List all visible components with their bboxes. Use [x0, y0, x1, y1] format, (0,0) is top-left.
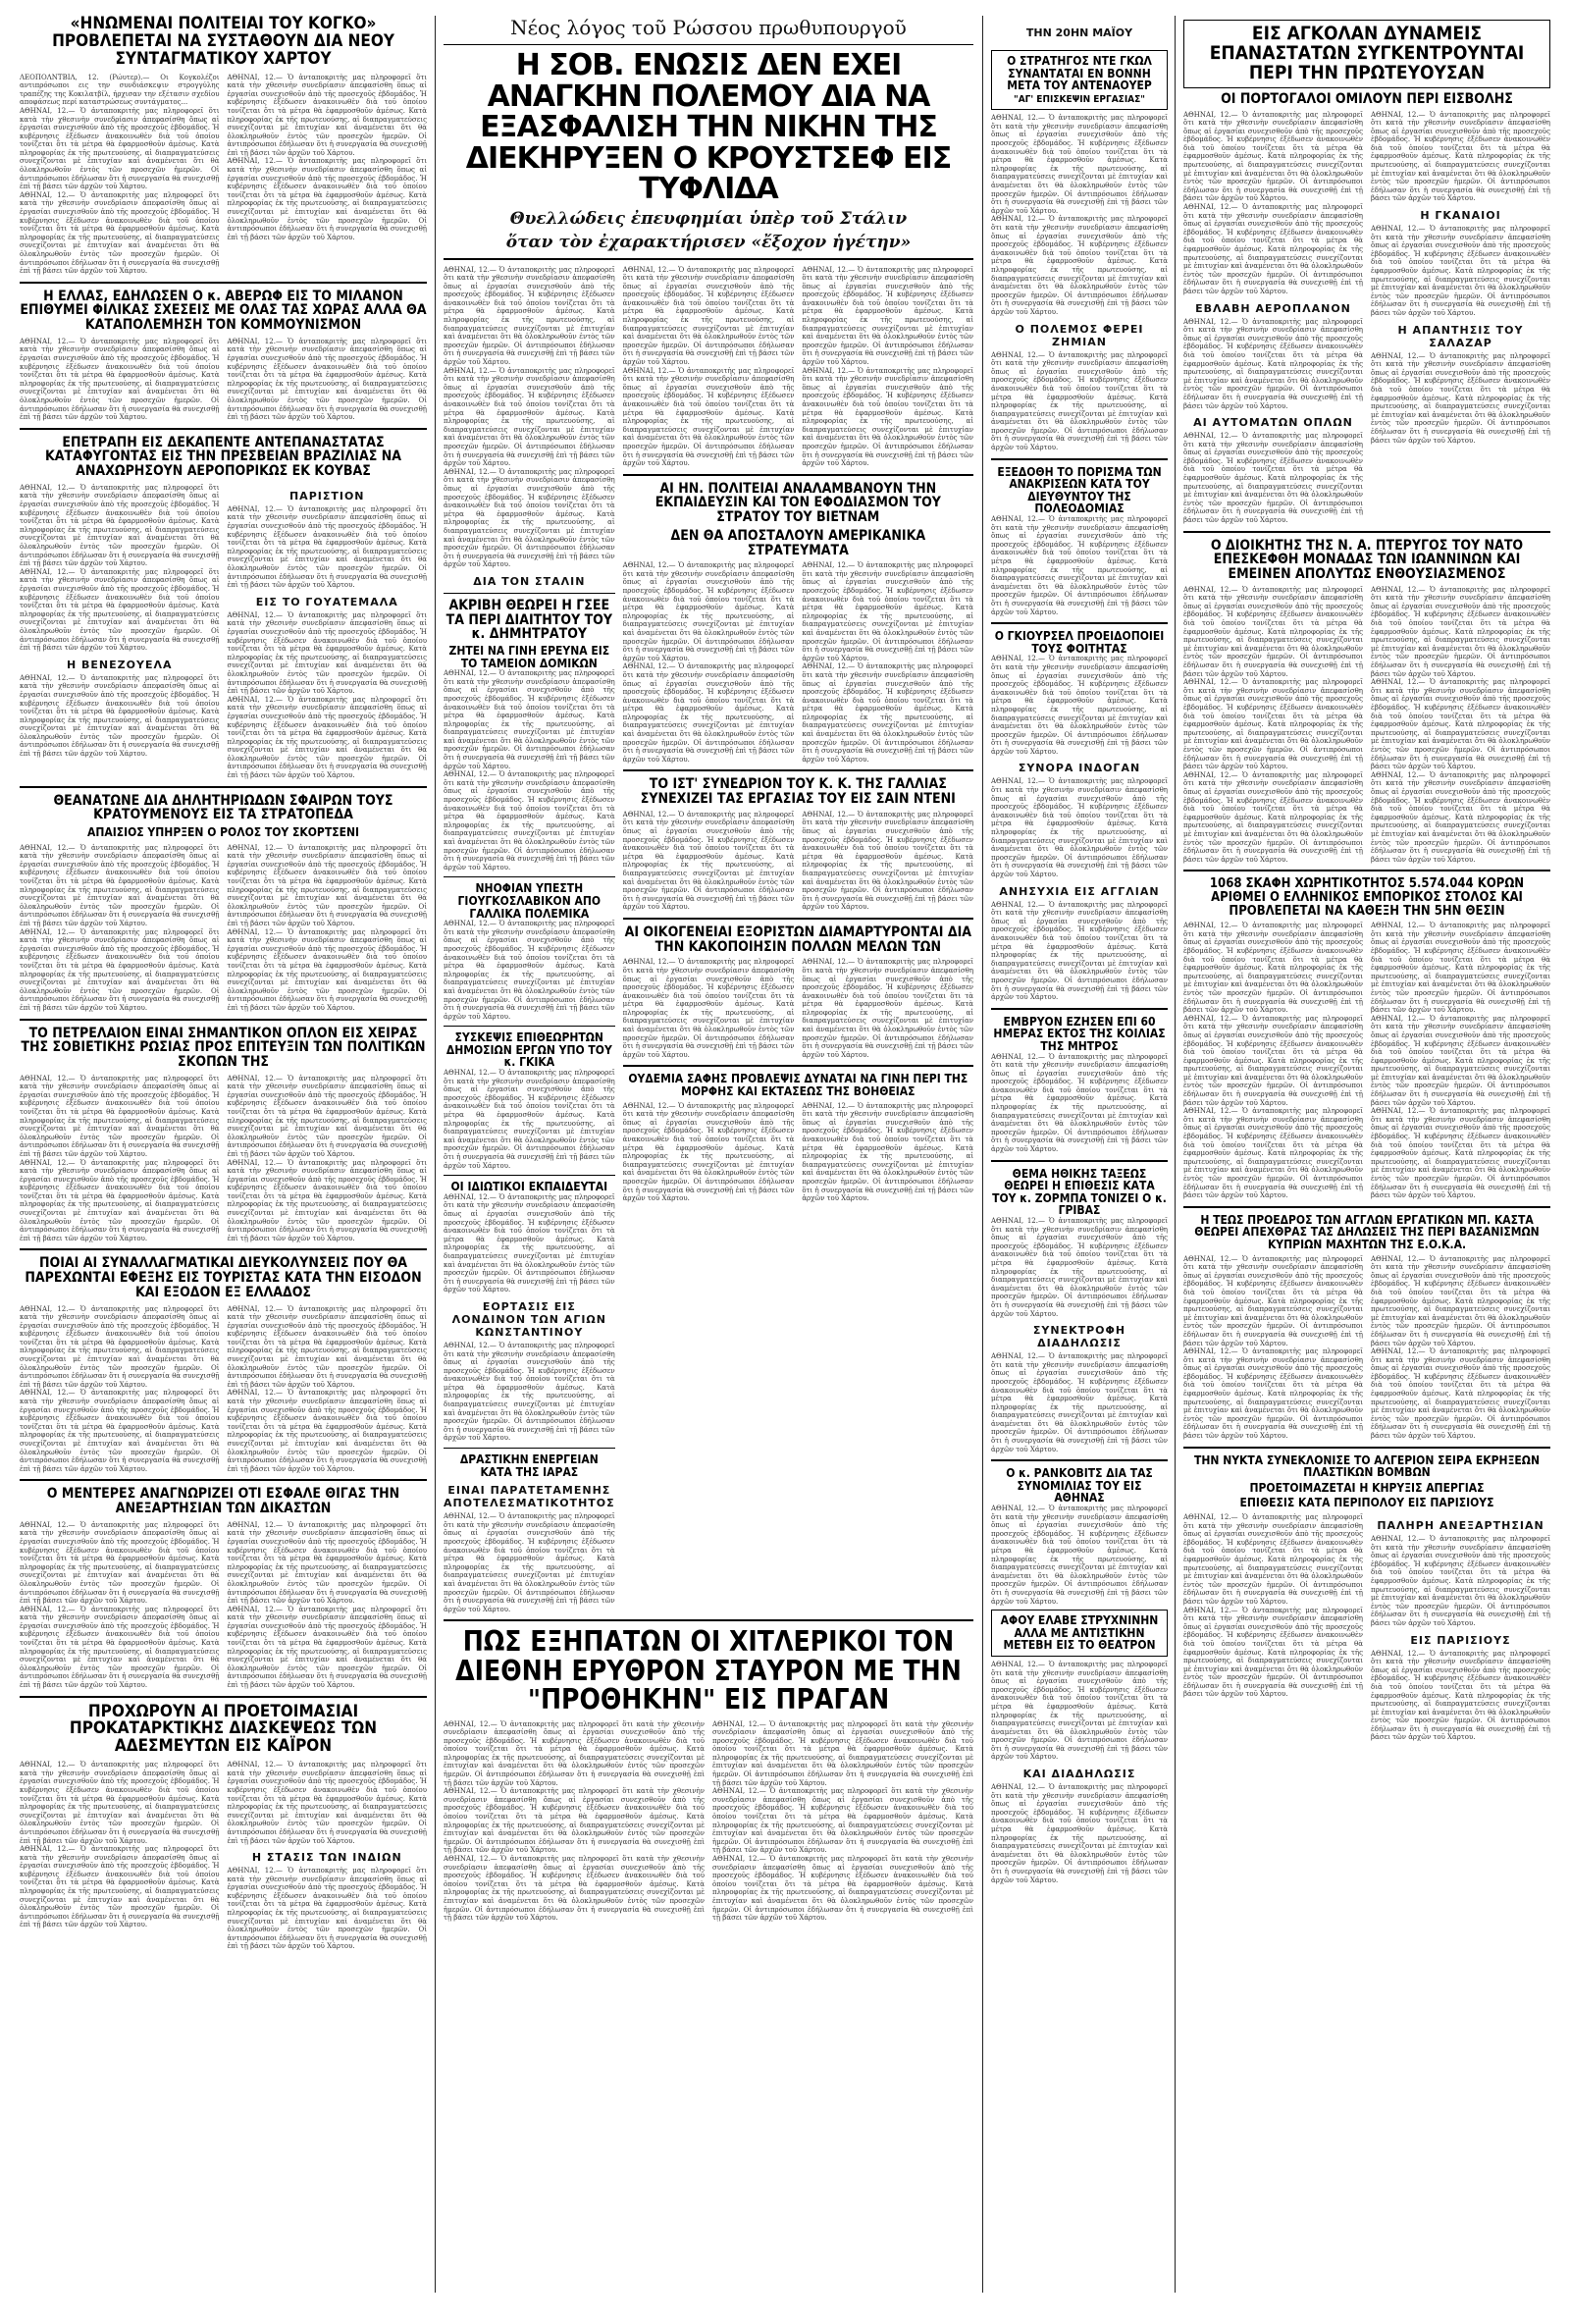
main-headline: Η ΣΟΒ. ΕΝΩΣΙΣ ΔΕΝ ΕΧΕΙ ΑΝΑΓΚΗΝ ΠΟΛΕΜΟΥ ΔΙΑ ΝΑ ΕΞΑΣΦΑΛΙΣΗ ΤΗΝ ΝΙΚΗΝ ΤΗΣ ΔΙΕΚΗΡΥΞΕΝ Ο ΚΡΟΥΣΤΣΕΦ ΕΙΣ ΤΥΦΛΙΔΑ	[465, 48, 952, 206]
article-petrol: ΤΟ ΠΕΤΡΕΛΑΙΟΝ ΕΙΝΑΙ ΣΗΜΑΝΤΙΚΟΝ ΟΠΛΟΝ ΕΙΣ ΧΕΙΡΑΣ ΤΗΣ ΣΟΒΙΕΤΙΚΗΣ ΡΩΣΙΑΣ ΠΡΟΣ ΕΠΙΤΕΥΞΙΝ ΤΩΝ ΠΟΛΙΤΙΚΩΝ ΣΚΟΠΩΝ ΤΗΣ ΑΘΗΝΑΙ, 12.— Ὁ ἀνταποκριτὴς μας πληροφορεῖ ὅτι κατὰ τὴν χθεσινὴν συνεδρίασιν ἀπεφασίσθη ὅπως αἱ ἐργασίαι συνεχισθοῦν ἀπὸ τῆς προσεχοῦς ἑβδομάδος. Ἡ κυβέρνησις ἐξέδωσεν ἀνακοινωθὲν διὰ τοῦ ὁποίου τονίζεται ὅτι τὰ μέτρα θὰ ἐφαρμοσθοῦν ἀμέσως. Κατὰ πληροφορίας ἐκ τῆς πρωτευούσης, αἱ διαπραγματεύσεις συνεχίζονται μὲ ἐπιτυχίαν καὶ ἀναμένεται ὅτι θὰ ὁλοκληρωθοῦν ἐντὸς τῶν προσεχῶν ἡμερῶν. Οἱ ἀντιπρόσωποι ἐδήλωσαν ὅτι ἡ συνεργασία θὰ συνεχισθῇ ἐπὶ τῇ βάσει τῶν ἀρχῶν τοῦ Χάρτου. ΑΘΗΝΑΙ, 12.— Ὁ ἀνταποκριτὴς μας πληροφορεῖ ὅτι κατὰ τὴν χθεσινὴν συνεδρίασιν ἀπεφασίσθη ὅπως αἱ ἐργασίαι συνεχισθοῦν ἀπὸ τῆς προσεχοῦς ἑβδομάδος. Ἡ κυβέρνησις ἐξέδωσεν ἀνακοινωθὲν διὰ τοῦ ὁποίου τονίζεται ὅτι τὰ μέτρα θὰ ἐφαρμοσθοῦν ἀμέσως. Κατὰ πληροφορίας ἐκ τῆς πρωτευούσης, αἱ διαπραγματεύσεις συνεχίζονται μὲ ἐπιτυχίαν καὶ ἀναμένεται ὅτι θὰ ὁλοκληρωθοῦν ἐντὸς τῶν προσεχῶν ἡμερῶν. Οἱ ἀντιπρόσωποι ἐδήλωσαν ὅτι ἡ συνεργασία θὰ συνεχισθῇ ἐπὶ τῇ βάσει τῶν ἀρχῶν τοῦ Χάρτου. ΑΘΗΝΑΙ, 12.— Ὁ ἀνταποκριτὴς μας πληροφορεῖ ὅτι κατὰ τὴν χθεσινὴν συνεδρίασιν ἀπεφασίσθη ὅπως αἱ ἐργασίαι συνεχισθοῦν ἀπὸ τῆς προσεχοῦς ἑβδομάδος. Ἡ κυβέρνησις ἐξέδωσεν ἀνακοινωθὲν διὰ τοῦ ὁποίου τονίζεται ὅτι τὰ μέτρα θὰ ἐφαρμοσθοῦν ἀμέσως. Κατὰ πληροφορίας ἐκ τῆς πρωτευούσης, αἱ διαπραγματεύσεις συνεχίζονται μὲ ἐπιτυχίαν καὶ ἀναμένεται ὅτι θὰ ὁλοκληρωθοῦν ἐντὸς τῶν προσεχῶν ἡμερῶν. Οἱ ἀντιπρόσωποι ἐδήλωσαν ὅτι ἡ συνεργασία θὰ συνεχισθῇ ἐπὶ τῇ βάσει τῶν ἀρχῶν τοῦ Χάρτου. ΑΘΗΝΑΙ, 12.— Ὁ ἀνταποκριτὴς μας πληροφορεῖ ὅτι κατὰ τὴν χθεσινὴν συνεδρίασιν ἀπεφασίσθη ὅπως αἱ ἐργασίαι συνεχισθοῦν ἀπὸ τῆς προσεχοῦς ἑβδομάδος. Ἡ κυβέρνησις ἐξέδωσεν ἀνακοινωθὲν διὰ τοῦ ὁποίου τονίζεται ὅτι τὰ μέτρα θὰ ἐφαρμοσθοῦν ἀμέσως. Κατὰ πληροφορίας ἐκ τῆς πρωτευούσης, αἱ διαπραγματεύσεις συνεχίζονται μὲ ἐπιτυχίαν καὶ ἀναμένεται ὅτι θὰ ὁλοκληρωθοῦν ἐντὸς τῶν προσεχῶν ἡμερῶν. Οἱ ἀντιπρόσωποι ἐδήλωσαν ὅτι ἡ συνεργασία θὰ συνεχισθῇ ἐπὶ τῇ βάσει τῶν ἀρχῶν τοῦ Χάρτου.	[20, 1025, 427, 1242]
headline: Ο ΜΕΝΤΕΡΕΣ ΑΝΑΓΝΩΡΙΖΕΙ ΟΤΙ ΕΣΦΑΛΕ ΘΙΓΑΣ ΤΗΝ ΑΝΕΞΑΡΤΗΣΙΑΝ ΤΩΝ ΔΙΚΑΣΤΩΝ	[46, 1486, 400, 1517]
deck: ὅταν τὸν ἐχαρακτήρισεν «ἔξοχον ἡγέτην»	[505, 232, 912, 252]
headline: ΤΟ ΙΣΤ' ΣΥΝΕΔΡΙΟΝ ΤΟΥ Κ. Κ. ΤΗΣ ΓΑΛΛΙΑΣ ΣΥΝΕΧΙΖΕΙ ΤΑΣ ΕΡΓΑΣΙΑΣ ΤΟΥ ΕΙΣ ΣΑΙΝ ΝΤΕΝΙ	[640, 776, 956, 808]
headline: ΕΠΕΤΡΑΠΗ ΕΙΣ ΔΕΚΑΠΕΝΤΕ ΑΝΤΕΠΑΝΑΣΤΑΤΑΣ ΚΑΤΑΦΥΓΟΝΤΑΣ ΕΙΣ ΤΗΝ ΠΡΕΣΒΕΙΑΝ ΒΡΑΖΙΛΙΑΣ ΝΑ ΑΝΑΧΩΡΗΣΟΥΝ ΑΕΡΟΠΟΡΙΚΩΣ ΕΚ ΚΟΥΒΑΣ	[45, 434, 401, 480]
headline: ΑΙ ΗΝ. ΠΟΛΙΤΕΙΑΙ ΑΝΑΛΑΜΒΑΝΟΥΝ ΤΗΝ ΕΚΠΑΙΔΕΥΣΙΝ ΚΑΙ ΤΟΝ ΕΦΟΔΙΑΣΜΟΝ ΤΟΥ ΣΤΡΑΤΟΥ ΤΟΥ ΒΙΕΤΝΑΜ	[654, 480, 941, 526]
box	[991, 1610, 1168, 1657]
rule	[20, 1479, 427, 1481]
box: Ο ΣΤΡΑΤΗΓΟΣ ΝΤΕ ΓΚΩΛ ΣΥΝΑΝΤΑΤΑΙ ΕΝ ΒΟΝΝΗ ΜΕΤΑ ΤΟΥ ΑΝΤΕΝΑΟΥΕΡ "ΑΓ' ΕΠΙΣΚΕΨΙΝ ΕΡΓΑΣΙΑΣ"	[991, 50, 1168, 110]
column-left	[20, 16, 427, 2293]
headline: Η ΕΛΛΑΣ, ΕΔΗΛΩΣΕΝ Ο κ. ΑΒΕΡΩΦ ΕΙΣ ΤΟ ΜΙΛΑΝΟΝ ΕΠΙΘΥΜΕΙ ΦΙΛΙΚΑΣ ΣΧΕΣΕΙΣ ΜΕ ΟΛΑΣ ΤΑΣ ΧΩΡΑΣ ΑΛΛΑ ΘΑ ΚΑΤΑΠΟΛΕΜΗΣΗ ΤΟΝ ΚΟΜΜΟΥΝΙΣΜΟΝ	[20, 288, 427, 334]
article-kokgo: «ΗΝΩΜΕΝΑΙ ΠΟΛΙΤΕΙΑΙ ΤΟΥ ΚΟΓΚΟ» ΠΡΟΒΛΕΠΕΤΑΙ ΝΑ ΣΥΣΤΑΘΟΥΝ ΔΙΑ ΝΕΟΥ ΣΥΝΤΑΓΜΑΤΙΚΟΥ ΧΑΡΤΟΥ ΛΕΟΠΟΛΝΤΒΙΛ, 12. (Ρώυτερ).— Οι Κογκολέζοι αντιπρόσωποι εις την συνδιάσκεψιν στρογγύλης τραπέζης της Κοκιλατβίλ, ήρχισαν την εξέτασιν σχεδίου αποφάσεως περί καταστρώσεως συντάγματος... ΑΘΗΝΑΙ, 12.— Ὁ ἀνταποκριτὴς μας πληροφορεῖ ὅτι κατὰ τὴν χθεσινὴν συνεδρίασιν ἀπεφασίσθη ὅπως αἱ ἐργασίαι συνεχισθοῦν ἀπὸ τῆς προσεχοῦς ἑβδομάδος. Ἡ κυβέρνησις ἐξέδωσεν ἀνακοινωθὲν διὰ τοῦ ὁποίου τονίζεται ὅτι τὰ μέτρα θὰ ἐφαρμοσθοῦν ἀμέσως. Κατὰ πληροφορίας ἐκ τῆς πρωτευούσης, αἱ διαπραγματεύσεις συνεχίζονται μὲ ἐπιτυχίαν καὶ ἀναμένεται ὅτι θὰ ὁλοκληρωθοῦν ἐντὸς τῶν προσεχῶν ἡμερῶν. Οἱ ἀντιπρόσωποι ἐδήλωσαν ὅτι ἡ συνεργασία θὰ συνεχισθῇ ἐπὶ τῇ βάσει τῶν ἀρχῶν τοῦ Χάρτου. ΑΘΗΝΑΙ, 12.— Ὁ ἀνταποκριτὴς μας πληροφορεῖ ὅτι κατὰ τὴν χθεσινὴν συνεδρίασιν ἀπεφασίσθη ὅπως αἱ ἐργασίαι συνεχισθοῦν ἀπὸ τῆς προσεχοῦς ἑβδομάδος. Ἡ κυβέρνησις ἐξέδωσεν ἀνακοινωθὲν διὰ τοῦ ὁποίου τονίζεται ὅτι τὰ μέτρα θὰ ἐφαρμοσθοῦν ἀμέσως. Κατὰ πληροφορίας ἐκ τῆς πρωτευούσης, αἱ διαπραγματεύσεις συνεχίζονται μὲ ἐπιτυχίαν καὶ ἀναμένεται ὅτι θὰ ὁλοκληρωθοῦν ἐντὸς τῶν προσεχῶν ἡμερῶν. Οἱ ἀντιπρόσωποι ἐδήλωσαν ὅτι ἡ συνεργασία θὰ συνεχισθῇ ἐπὶ τῇ βάσει τῶν ἀρχῶν τοῦ Χάρτου. ΑΘΗΝΑΙ, 12.— Ὁ ἀνταποκριτὴς μας πληροφορεῖ ὅτι κατὰ τὴν χθεσινὴν συνεδρίασιν ἀπεφασίσθη ὅπως αἱ ἐργασίαι συνεχισθοῦν ἀπὸ τῆς προσεχοῦς ἑβδομάδος. Ἡ κυβέρνησις ἐξέδωσεν ἀνακοινωθὲν διὰ τοῦ ὁποίου τονίζεται ὅτι τὰ μέτρα θὰ ἐφαρμοσθοῦν ἀμέσως. Κατὰ πληροφορίας ἐκ τῆς πρωτευούσης, αἱ διαπραγματεύσεις συνεχίζονται μὲ ἐπιτυχίαν καὶ ἀναμένεται ὅτι θὰ ὁλοκληρωθοῦν ἐντὸς τῶν προσεχῶν ἡμερῶν. Οἱ ἀντιπρόσωποι ἐδήλωσαν ὅτι ἡ συνεργασία θὰ συνεχισθῇ ἐπὶ τῇ βάσει τῶν ἀρχῶν τοῦ Χάρτου. ΑΘΗΝΑΙ, 12.— Ὁ ἀνταποκριτὴς μας πληροφορεῖ ὅτι κατὰ τὴν χθεσινὴν συνεδρίασιν ἀπεφασίσθη ὅπως αἱ ἐργασίαι συνεχισθοῦν ἀπὸ τῆς προσεχοῦς ἑβδομάδος. Ἡ κυβέρνησις ἐξέδωσεν ἀνακοινωθὲν διὰ τοῦ ὁποίου τονίζεται ὅτι τὰ μέτρα θὰ ἐφαρμοσθοῦν ἀμέσως. Κατὰ πληροφορίας ἐκ τῆς πρωτευούσης, αἱ διαπραγματεύσεις συνεχίζονται μὲ ἐπιτυχίαν καὶ ἀναμένεται ὅτι θὰ ὁλοκληρωθοῦν ἐντὸς τῶν προσεχῶν ἡμερῶν. Οἱ ἀντιπρόσωποι ἐδήλωσαν ὅτι ἡ συνεργασία θὰ συνεχισθῇ ἐπὶ τῇ βάσει τῶν ἀρχῶν τοῦ Χάρτου.	[20, 16, 427, 276]
box	[1183, 20, 1550, 88]
headline: ΟΙ ΙΔΙΩΤΙΚΟΙ ΕΚΠΑΙΔΕΥΤΑΙ	[450, 1180, 608, 1194]
headline: ΣΥΣΚΕΨΙΣ ΕΠΙΘΕΩΡΗΤΩΝ ΔΗΜΟΣΙΩΝ ΕΡΓΩΝ ΥΠΟ ΤΟΥ κ. ΓΚΙΚΑ	[445, 1030, 612, 1070]
article-menteres: Ο ΜΕΝΤΕΡΕΣ ΑΝΑΓΝΩΡΙΖΕΙ ΟΤΙ ΕΣΦΑΛΕ ΘΙΓΑΣ ΤΗΝ ΑΝΕΞΑΡΤΗΣΙΑΝ ΤΩΝ ΔΙΚΑΣΤΩΝ ΑΘΗΝΑΙ, 12.— Ὁ ἀνταποκριτὴς μας πληροφορεῖ ὅτι κατὰ τὴν χθεσινὴν συνεδρίασιν ἀπεφασίσθη ὅπως αἱ ἐργασίαι συνεχισθοῦν ἀπὸ τῆς προσεχοῦς ἑβδομάδος. Ἡ κυβέρνησις ἐξέδωσεν ἀνακοινωθὲν διὰ τοῦ ὁποίου τονίζεται ὅτι τὰ μέτρα θὰ ἐφαρμοσθοῦν ἀμέσως. Κατὰ πληροφορίας ἐκ τῆς πρωτευούσης, αἱ διαπραγματεύσεις συνεχίζονται μὲ ἐπιτυχίαν καὶ ἀναμένεται ὅτι θὰ ὁλοκληρωθοῦν ἐντὸς τῶν προσεχῶν ἡμερῶν. Οἱ ἀντιπρόσωποι ἐδήλωσαν ὅτι ἡ συνεργασία θὰ συνεχισθῇ ἐπὶ τῇ βάσει τῶν ἀρχῶν τοῦ Χάρτου. ΑΘΗΝΑΙ, 12.— Ὁ ἀνταποκριτὴς μας πληροφορεῖ ὅτι κατὰ τὴν χθεσινὴν συνεδρίασιν ἀπεφασίσθη ὅπως αἱ ἐργασίαι συνεχισθοῦν ἀπὸ τῆς προσεχοῦς ἑβδομάδος. Ἡ κυβέρνησις ἐξέδωσεν ἀνακοινωθὲν διὰ τοῦ ὁποίου τονίζεται ὅτι τὰ μέτρα θὰ ἐφαρμοσθοῦν ἀμέσως. Κατὰ πληροφορίας ἐκ τῆς πρωτευούσης, αἱ διαπραγματεύσεις συνεχίζονται μὲ ἐπιτυχίαν καὶ ἀναμένεται ὅτι θὰ ὁλοκληρωθοῦν ἐντὸς τῶν προσεχῶν ἡμερῶν. Οἱ ἀντιπρόσωποι ἐδήλωσαν ὅτι ἡ συνεργασία θὰ συνεχισθῇ ἐπὶ τῇ βάσει τῶν ἀρχῶν τοῦ Χάρτου. ΑΘΗΝΑΙ, 12.— Ὁ ἀνταποκριτὴς μας πληροφορεῖ ὅτι κατὰ τὴν χθεσινὴν συνεδρίασιν ἀπεφασίσθη ὅπως αἱ ἐργασίαι συνεχισθοῦν ἀπὸ τῆς προσεχοῦς ἑβδομάδος. Ἡ κυβέρνησις ἐξέδωσεν ἀνακοινωθὲν διὰ τοῦ ὁποίου τονίζεται ὅτι τὰ μέτρα θὰ ἐφαρμοσθοῦν ἀμέσως. Κατὰ πληροφορίας ἐκ τῆς πρωτευούσης, αἱ διαπραγματεύσεις συνεχίζονται μὲ ἐπιτυχίαν καὶ ἀναμένεται ὅτι θὰ ὁλοκληρωθοῦν ἐντὸς τῶν προσεχῶν ἡμερῶν. Οἱ ἀντιπρόσωποι ἐδήλωσαν ὅτι ἡ συνεργασία θὰ συνεχισθῇ ἐπὶ τῇ βάσει τῶν ἀρχῶν τοῦ Χάρτου. ΑΘΗΝΑΙ, 12.— Ὁ ἀνταποκριτὴς μας πληροφορεῖ ὅτι κατὰ τὴν χθεσινὴν συνεδρίασιν ἀπεφασίσθη ὅπως αἱ ἐργασίαι συνεχισθοῦν ἀπὸ τῆς προσεχοῦς ἑβδομάδος. Ἡ κυβέρνησις ἐξέδωσεν ἀνακοινωθὲν διὰ τοῦ ὁποίου τονίζεται ὅτι τὰ μέτρα θὰ ἐφαρμοσθοῦν ἀμέσως. Κατὰ πληροφορίας ἐκ τῆς πρωτευούσης, αἱ διαπραγματεύσεις συνεχίζονται μὲ ἐπιτυχίαν καὶ ἀναμένεται ὅτι θὰ ὁλοκληρωθοῦν ἐντὸς τῶν προσεχῶν ἡμερῶν. Οἱ ἀντιπρόσωποι ἐδήλωσαν ὅτι ἡ συνεργασία θὰ συνεχισθῇ ἐπὶ τῇ βάσει τῶν ἀρχῶν τοῦ Χάρτου.	[20, 1486, 427, 1690]
headline: Ο κ. ΡΑΝΚΟΒΙΤΣ ΔΙΑ ΤΑΣ ΣΥΝΟΜΙΛΙΑΣ ΤΟΥ ΕΙΣ ΑΘΗΝΑΣ	[1006, 1466, 1153, 1505]
kicker: Νέος λόγος τοῦ Ρώσσου πρωθυπουργοῦ	[510, 16, 907, 39]
rule	[20, 282, 427, 284]
headline: ΤΗΝ ΝΥΚΤΑ ΣΥΝΕΚΛΟΝΙΣΕ ΤΟ ΑΛΓΕΡΙΟΝ ΣΕΙΡΑ ΕΚΡΗΞΕΩΝ ΠΛΑΣΤΙΚΩΝ ΒΟΜΒΩΝ	[1194, 1452, 1540, 1480]
body-text: ΛΕΟΠΟΛΝΤΒΙΛ, 12. (Ρώυτερ).— Οι Κογκολέζοι αντιπρόσωποι εις την συνδιάσκεψιν στρογγύλης τραπέζης της Κοκιλατβίλ, ήρχισαν την εξέτασιν σχεδίου αποφάσεως περί καταστρώσεως συντάγματος...	[20, 73, 220, 107]
headline: Ο ΣΤΡΑΤΗΓΟΣ ΝΤΕ ΓΚΩΛ ΣΥΝΑΝΤΑΤΑΙ ΕΝ ΒΟΝΝΗ ΜΕΤΑ ΤΟΥ ΑΝΤΕΝΑΟΥΕΡ	[1007, 54, 1152, 93]
headline: ΘΕΜΑ ΗΘΙΚΗΣ ΤΑΞΕΩΣ ΘΕΩΡΕΙ Η ΕΠΙΘΕΣΙΣ ΚΑΤΑ ΤΟΥ κ. ΖΟΡΜΠΑ ΤΟΝΙΖΕΙ Ο κ. ΓΡΙΒΑΣ	[992, 1166, 1167, 1218]
rule	[20, 1019, 427, 1021]
column-rule	[435, 16, 436, 2293]
headline: ΑΦΟΥ ΕΛΑΒΕ ΣΤΡΥΧΝΙΝΗΝ ΑΛΛΑ ΜΕ ΑΝΤΙΣΤΙΚΗΝ ΜΕΤΕΒΗ ΕΙΣ ΤΟ ΘΕΑΤΡΟΝ	[1000, 1613, 1159, 1653]
column-right-narrow: ΤΗΝ 20ΗΝ ΜΑΪΟΥ Ο ΣΤΡΑΤΗΓΟΣ ΝΤΕ ΓΚΩΛ ΣΥΝΑΝΤΑΤΑΙ ΕΝ ΒΟΝΝΗ ΜΕΤΑ ΤΟΥ ΑΝΤΕΝΑΟΥΕΡ "ΑΓ' ΕΠΙΣΚΕΨΙΝ ΕΡΓΑΣΙΑΣ" ΑΘΗΝΑΙ, 12.— Ὁ ἀνταποκριτὴς μας πληροφορεῖ ὅτι κατὰ τὴν χθεσινὴν συνεδρίασιν ἀπεφασίσθη ὅπως αἱ ἐργασίαι συνεχισθοῦν ἀπὸ τῆς προσεχοῦς ἑβδομάδος. Ἡ κυβέρνησις ἐξέδωσεν ἀνακοινωθὲν διὰ τοῦ ὁποίου τονίζεται ὅτι τὰ μέτρα θὰ ἐφαρμοσθοῦν ἀμέσως. Κατὰ πληροφορίας ἐκ τῆς πρωτευούσης, αἱ διαπραγματεύσεις συνεχίζονται μὲ ἐπιτυχίαν καὶ ἀναμένεται ὅτι θὰ ὁλοκληρωθοῦν ἐντὸς τῶν προσεχῶν ἡμερῶν. Οἱ ἀντιπρόσωποι ἐδήλωσαν ὅτι ἡ συνεργασία θὰ συνεχισθῇ ἐπὶ τῇ βάσει τῶν ἀρχῶν τοῦ Χάρτου. ΑΘΗΝΑΙ, 12.— Ὁ ἀνταποκριτὴς μας πληροφορεῖ ὅτι κατὰ τὴν χθεσινὴν συνεδρίασιν ἀπεφασίσθη ὅπως αἱ ἐργασίαι συνεχισθοῦν ἀπὸ τῆς προσεχοῦς ἑβδομάδος. Ἡ κυβέρνησις ἐξέδωσεν ἀνακοινωθὲν διὰ τοῦ ὁποίου τονίζεται ὅτι τὰ μέτρα θὰ ἐφαρμοσθοῦν ἀμέσως. Κατὰ πληροφορίας ἐκ τῆς πρωτευούσης, αἱ διαπραγματεύσεις συνεχίζονται μὲ ἐπιτυχίαν καὶ ἀναμένεται ὅτι θὰ ὁλοκληρωθοῦν ἐντὸς τῶν προσεχῶν ἡμερῶν. Οἱ ἀντιπρόσωποι ἐδήλωσαν ὅτι ἡ συνεργασία θὰ συνεχισθῇ ἐπὶ τῇ βάσει τῶν ἀρχῶν τοῦ Χάρτου. Ο ΠΟΛΕΜΟΣ ΦΕΡΕΙ ΖΗΜΙΑΝ ΑΘΗΝΑΙ, 12.— Ὁ ἀνταποκριτὴς μας πληροφορεῖ ὅτι κατὰ τὴν χθεσινὴν συνεδρίασιν ἀπεφασίσθη ὅπως αἱ ἐργασίαι συνεχισθοῦν ἀπὸ τῆς προσεχοῦς ἑβδομάδος. Ἡ κυβέρνησις ἐξέδωσεν ἀνακοινωθὲν διὰ τοῦ ὁποίου τονίζεται ὅτι τὰ μέτρα θὰ ἐφαρμοσθοῦν ἀμέσως. Κατὰ πληροφορίας ἐκ τῆς πρωτευούσης, αἱ διαπραγματεύσεις συνεχίζονται μὲ ἐπιτυχίαν καὶ ἀναμένεται ὅτι θὰ ὁλοκληρωθοῦν ἐντὸς τῶν προσεχῶν ἡμερῶν. Οἱ ἀντιπρόσωποι ἐδήλωσαν ὅτι ἡ συνεργασία θὰ συνεχισθῇ ἐπὶ τῇ βάσει τῶν ἀρχῶν τοῦ Χάρτου. ΕΞΕΔΟΘΗ ΤΟ ΠΟΡΙΣΜΑ ΤΩΝ ΑΝΑΚΡΙΣΕΩΝ ΚΑΤΑ ΤΟΥ ΔΙΕΥΘΥΝΤΟΥ ΤΗΣ ΠΟΛΕΟΔΟΜΙΑΣ ΑΘΗΝΑΙ, 12.— Ὁ ἀνταποκριτὴς μας πληροφορεῖ ὅτι κατὰ τὴν χθεσινὴν συνεδρίασιν ἀπεφασίσθη ὅπως αἱ ἐργασίαι συνεχισθοῦν ἀπὸ τῆς προσεχοῦς ἑβδομάδος. Ἡ κυβέρνησις ἐξέδωσεν ἀνακοινωθὲν διὰ τοῦ ὁποίου τονίζεται ὅτι τὰ μέτρα θὰ ἐφαρμοσθοῦν ἀμέσως. Κατὰ πληροφορίας ἐκ τῆς πρωτευούσης, αἱ διαπραγματεύσεις συνεχίζονται μὲ ἐπιτυχίαν καὶ ἀναμένεται ὅτι θὰ ὁλοκληρωθοῦν ἐντὸς τῶν προσεχῶν ἡμερῶν. Οἱ ἀντιπρόσωποι ἐδήλωσαν ὅτι ἡ συνεργασία θὰ συνεχισθῇ ἐπὶ τῇ βάσει τῶν ἀρχῶν τοῦ Χάρτου. Ο ΓΚΙΟΥΡΣΕΛ ΠΡΟΕΙΔΟΠΟΙΕΙ ΤΟΥΣ ΦΟΙΤΗΤΑΣ ΑΘΗΝΑΙ, 12.— Ὁ ἀνταποκριτὴς μας πληροφορεῖ ὅτι κατὰ τὴν χθεσινὴν συνεδρίασιν ἀπεφασίσθη ὅπως αἱ ἐργασίαι συνεχισθοῦν ἀπὸ τῆς προσεχοῦς ἑβδομάδος. Ἡ κυβέρνησις ἐξέδωσεν ἀνακοινωθὲν διὰ τοῦ ὁποίου τονίζεται ὅτι τὰ μέτρα θὰ ἐφαρμοσθοῦν ἀμέσως. Κατὰ πληροφορίας ἐκ τῆς πρωτευούσης, αἱ διαπραγματεύσεις συνεχίζονται μὲ ἐπιτυχίαν καὶ ἀναμένεται ὅτι θὰ ὁλοκληρωθοῦν ἐντὸς τῶν προσεχῶν ἡμερῶν. Οἱ ἀντιπρόσωποι ἐδήλωσαν ὅτι ἡ συνεργασία θὰ συνεχισθῇ ἐπὶ τῇ βάσει τῶν ἀρχῶν τοῦ Χάρτου. ΣΥΝΟΡΑ ΙΝΔΟΓΑΝ ΑΘΗΝΑΙ, 12.— Ὁ ἀνταποκριτὴς μας πληροφορεῖ ὅτι κατὰ τὴν χθεσινὴν συνεδρίασιν ἀπεφασίσθη ὅπως αἱ ἐργασίαι συνεχισθοῦν ἀπὸ τῆς προσεχοῦς ἑβδομάδος. Ἡ κυβέρνησις ἐξέδωσεν ἀνακοινωθὲν διὰ τοῦ ὁποίου τονίζεται ὅτι τὰ μέτρα θὰ ἐφαρμοσθοῦν ἀμέσως. Κατὰ πληροφορίας ἐκ τῆς πρωτευούσης, αἱ διαπραγματεύσεις συνεχίζονται μὲ ἐπιτυχίαν καὶ ἀναμένεται ὅτι θὰ ὁλοκληρωθοῦν ἐντὸς τῶν προσεχῶν ἡμερῶν. Οἱ ἀντιπρόσωποι ἐδήλωσαν ὅτι ἡ συνεργασία θὰ συνεχισθῇ ἐπὶ τῇ βάσει τῶν ἀρχῶν τοῦ Χάρτου. ΑΝΗΣΥΧΙΑ ΕΙΣ ΑΓΓΛΙΑΝ ΑΘΗΝΑΙ, 12.— Ὁ ἀνταποκριτὴς μας πληροφορεῖ ὅτι κατὰ τὴν χθεσινὴν συνεδρίασιν ἀπεφασίσθη ὅπως αἱ ἐργασίαι συνεχισθοῦν ἀπὸ τῆς προσεχοῦς ἑβδομάδος. Ἡ κυβέρνησις ἐξέδωσεν ἀνακοινωθὲν διὰ τοῦ ὁποίου τονίζεται ὅτι τὰ μέτρα θὰ ἐφαρμοσθοῦν ἀμέσως. Κατὰ πληροφορίας ἐκ τῆς πρωτευούσης, αἱ διαπραγματεύσεις συνεχίζονται μὲ ἐπιτυχίαν καὶ ἀναμένεται ὅτι θὰ ὁλοκληρωθοῦν ἐντὸς τῶν προσεχῶν ἡμερῶν. Οἱ ἀντιπρόσωποι ἐδήλωσαν ὅτι ἡ συνεργασία θὰ συνεχισθῇ ἐπὶ τῇ βάσει τῶν ἀρχῶν τοῦ Χάρτου. ΕΜΒΡΥΟΝ ΕΖΗΣΕΝ ΕΠΙ 60 ΗΜΕΡΑΣ ΕΚΤΟΣ ΤΗΣ ΚΟΙΛΙΑΣ ΤΗΣ ΜΗΤΡΟΣ ΑΘΗΝΑΙ, 12.— Ὁ ἀνταποκριτὴς μας πληροφορεῖ ὅτι κατὰ τὴν χθεσινὴν συνεδρίασιν ἀπεφασίσθη ὅπως αἱ ἐργασίαι συνεχισθοῦν ἀπὸ τῆς προσεχοῦς ἑβδομάδος. Ἡ κυβέρνησις ἐξέδωσεν ἀνακοινωθὲν διὰ τοῦ ὁποίου τονίζεται ὅτι τὰ μέτρα θὰ ἐφαρμοσθοῦν ἀμέσως. Κατὰ πληροφορίας ἐκ τῆς πρωτευούσης, αἱ διαπραγματεύσεις συνεχίζονται μὲ ἐπιτυχίαν καὶ ἀναμένεται ὅτι θὰ ὁλοκληρωθοῦν ἐντὸς τῶν προσεχῶν ἡμερῶν. Οἱ ἀντιπρόσωποι ἐδήλωσαν ὅτι ἡ συνεργασία θὰ συνεχισθῇ ἐπὶ τῇ βάσει τῶν ἀρχῶν τοῦ Χάρτου. ΘΕΜΑ ΗΘΙΚΗΣ ΤΑΞΕΩΣ ΘΕΩΡΕΙ Η ΕΠΙΘΕΣΙΣ ΚΑΤΑ ΤΟΥ κ. ΖΟΡΜΠΑ ΤΟΝΙΖΕΙ Ο κ. ΓΡΙΒΑΣ ΑΘΗΝΑΙ, 12.— Ὁ ἀνταποκριτὴς μας πληροφορεῖ ὅτι κατὰ τὴν χθεσινὴν συνεδρίασιν ἀπεφασίσθη ὅπως αἱ ἐργασίαι συνεχισθοῦν ἀπὸ τῆς προσεχοῦς ἑβδομάδος. Ἡ κυβέρνησις ἐξέδωσεν ἀνακοινωθὲν διὰ τοῦ ὁποίου τονίζεται ὅτι τὰ μέτρα θὰ ἐφαρμοσθοῦν ἀμέσως. Κατὰ πληροφορίας ἐκ τῆς πρωτευούσης, αἱ διαπραγματεύσεις συνεχίζονται μὲ ἐπιτυχίαν καὶ ἀναμένεται ὅτι θὰ ὁλοκληρωθοῦν ἐντὸς τῶν προσεχῶν ἡμερῶν. Οἱ ἀντιπρόσωποι ἐδήλωσαν ὅτι ἡ συνεργασία θὰ συνεχισθῇ ἐπὶ τῇ βάσει τῶν ἀρχῶν τοῦ Χάρτου. ΣΥΝΕΚΤΡΟΦΗ ΔΙΑΔΗΛΩΣΙΣ ΑΘΗΝΑΙ, 12.— Ὁ ἀνταποκριτὴς μας πληροφορεῖ ὅτι κατὰ τὴν χθεσινὴν συνεδρίασιν ἀπεφασίσθη ὅπως αἱ ἐργασίαι συνεχισθοῦν ἀπὸ τῆς προσεχοῦς ἑβδομάδος. Ἡ κυβέρνησις ἐξέδωσεν ἀνακοινωθὲν διὰ τοῦ ὁποίου τονίζεται ὅτι τὰ μέτρα θὰ ἐφαρμοσθοῦν ἀμέσως. Κατὰ πληροφορίας ἐκ τῆς πρωτευούσης, αἱ διαπραγματεύσεις συνεχίζονται μὲ ἐπιτυχίαν καὶ ἀναμένεται ὅτι θὰ ὁλοκληρωθοῦν ἐντὸς τῶν προσεχῶν ἡμερῶν. Οἱ ἀντιπρόσωποι ἐδήλωσαν ὅτι ἡ συνεργασία θὰ συνεχισθῇ ἐπὶ τῇ βάσει τῶν ἀρχῶν τοῦ Χάρτου. Ο κ. ΡΑΝΚΟΒΙΤΣ ΔΙΑ ΤΑΣ ΣΥΝΟΜΙΛΙΑΣ ΤΟΥ ΕΙΣ ΑΘΗΝΑΣ ΑΘΗΝΑΙ, 12.— Ὁ ἀνταποκριτὴς μας πληροφορεῖ ὅτι κατὰ τὴν χθεσινὴν συνεδρίασιν ἀπεφασίσθη ὅπως αἱ ἐργασίαι συνεχισθοῦν ἀπὸ τῆς προσεχοῦς ἑβδομάδος. Ἡ κυβέρνησις ἐξέδωσεν ἀνακοινωθὲν διὰ τοῦ ὁποίου τονίζεται ὅτι τὰ μέτρα θὰ ἐφαρμοσθοῦν ἀμέσως. Κατὰ πληροφορίας ἐκ τῆς πρωτευούσης, αἱ διαπραγματεύσεις συνεχίζονται μὲ ἐπιτυχίαν καὶ ἀναμένεται ὅτι θὰ ὁλοκληρωθοῦν ἐντὸς τῶν προσεχῶν ἡμερῶν. Οἱ ἀντιπρόσωποι ἐδήλωσαν ὅτι ἡ συνεργασία θὰ συνεχισθῇ ἐπὶ τῇ βάσει τῶν ἀρχῶν τοῦ Χάρτου. ΑΦΟΥ ΕΛΑΒΕ ΣΤΡΥΧΝΙΝΗΝ ΑΛΛΑ ΜΕ ΑΝΤΙΣΤΙΚΗΝ ΜΕΤΕΒΗ ΕΙΣ ΤΟ ΘΕΑΤΡΟΝ ΑΘΗΝΑΙ, 12.— Ὁ ἀνταποκριτὴς μας πληροφορεῖ ὅτι κατὰ τὴν χθεσινὴν συνεδρίασιν ἀπεφασίσθη ὅπως αἱ ἐργασίαι συνεχισθοῦν ἀπὸ τῆς προσεχοῦς ἑβδομάδος. Ἡ κυβέρνησις ἐξέδωσεν ἀνακοινωθὲν διὰ τοῦ ὁποίου τονίζεται ὅτι τὰ μέτρα θὰ ἐφαρμοσθοῦν ἀμέσως. Κατὰ πληροφορίας ἐκ τῆς πρωτευούσης, αἱ διαπραγματεύσεις συνεχίζονται μὲ ἐπιτυχίαν καὶ ἀναμένεται ὅτι θὰ ὁλοκληρωθοῦν ἐντὸς τῶν προσεχῶν ἡμερῶν. Οἱ ἀντιπρόσωποι ἐδήλωσαν ὅτι ἡ συνεργασία θὰ συνεχισθῇ ἐπὶ τῇ βάσει τῶν ἀρχῶν τοῦ Χάρτου. ΚΑΙ ΔΙΑΔΗΛΩΣΙΣ ΑΘΗΝΑΙ, 12.— Ὁ ἀνταποκριτὴς μας πληροφορεῖ ὅτι κατὰ τὴν χθεσινὴν συνεδρίασιν ἀπεφασίσθη ὅπως αἱ ἐργασίαι συνεχισθοῦν ἀπὸ τῆς προσεχοῦς ἑβδομάδος. Ἡ κυβέρνησις ἐξέδωσεν ἀνακοινωθὲν διὰ τοῦ ὁποίου τονίζεται ὅτι τὰ μέτρα θὰ ἐφαρμοσθοῦν ἀμέσως. Κατὰ πληροφορίας ἐκ τῆς πρωτευούσης, αἱ διαπραγματεύσεις συνεχίζονται μὲ ἐπιτυχίαν καὶ ἀναμένεται ὅτι θὰ ὁλοκληρωθοῦν ἐντὸς τῶν προσεχῶν ἡμερῶν. Οἱ ἀντιπρόσωποι ἐδήλωσαν ὅτι ἡ συνεργασία θὰ συνεχισθῇ ἐπὶ τῇ βάσει τῶν ἀρχῶν τοῦ Χάρτου.	[991, 26, 1168, 1884]
headline: Ο ΔΙΟΙΚΗΤΗΣ ΤΗΣ Ν. Α. ΠΤΕΡΥΓΟΣ ΤΟΥ ΝΑΤΟ ΕΠΕΣΚΕΦΘΗ ΜΟΝΑΔΑΣ ΤΩΝ ΙΩΑΝΝΙΝΩΝ ΚΑΙ ΕΜΕΙΝΕΝ ΑΠΟΛΥΤΩΣ ΕΝΘΟΥΣΙΑΣΜΕΝΟΣ	[1210, 537, 1524, 582]
headline: ΑΚΡΙΒΗ ΘΕΩΡΕΙ Η ΓΣΕΕ ΤΑ ΠΕΡΙ ΔΙΑΙΤΗΤΟΥ ΤΟΥ κ. ΔΗΜΗΤΡΑΤΟΥ	[445, 597, 612, 643]
headline: Η ΤΕΩΣ ΠΡΟΕΔΡΟΣ ΤΩΝ ΑΓΓΛΩΝ ΕΡΓΑΤΙΚΩΝ ΜΠ. ΚΑΣΤΑ ΘΕΩΡΕΙ ΑΠΕΧΘΡΑΣ ΤΑΣ ΔΗΛΩΣΕΙΣ ΤΗΣ ΠΕΡΙ ΒΑΣΑΝΙΣΜΩΝ ΚΥΠΡΙΩΝ ΜΑΧΗΤΩΝ ΤΗΣ Ε.Ο.Κ.Α.	[1194, 1212, 1540, 1251]
article-death: ΘΕΑΝΑΤΩΝΕ ΔΙΑ ΔΗΛΗΤΗΡΙΩΔΩΝ ΣΦΑΙΡΩΝ ΤΟΥΣ ΚΡΑΤΟΥΜΕΝΟΥΣ ΕΙΣ ΤΑ ΣΤΡΑΤΟΠΕΔΑ ΑΠΑΙΣΙΟΣ ΥΠΗΡΞΕΝ Ο ΡΟΛΟΣ ΤΟΥ ΣΚΟΡΤΣΕΝΙ ΑΘΗΝΑΙ, 12.— Ὁ ἀνταποκριτὴς μας πληροφορεῖ ὅτι κατὰ τὴν χθεσινὴν συνεδρίασιν ἀπεφασίσθη ὅπως αἱ ἐργασίαι συνεχισθοῦν ἀπὸ τῆς προσεχοῦς ἑβδομάδος. Ἡ κυβέρνησις ἐξέδωσεν ἀνακοινωθὲν διὰ τοῦ ὁποίου τονίζεται ὅτι τὰ μέτρα θὰ ἐφαρμοσθοῦν ἀμέσως. Κατὰ πληροφορίας ἐκ τῆς πρωτευούσης, αἱ διαπραγματεύσεις συνεχίζονται μὲ ἐπιτυχίαν καὶ ἀναμένεται ὅτι θὰ ὁλοκληρωθοῦν ἐντὸς τῶν προσεχῶν ἡμερῶν. Οἱ ἀντιπρόσωποι ἐδήλωσαν ὅτι ἡ συνεργασία θὰ συνεχισθῇ ἐπὶ τῇ βάσει τῶν ἀρχῶν τοῦ Χάρτου. ΑΘΗΝΑΙ, 12.— Ὁ ἀνταποκριτὴς μας πληροφορεῖ ὅτι κατὰ τὴν χθεσινὴν συνεδρίασιν ἀπεφασίσθη ὅπως αἱ ἐργασίαι συνεχισθοῦν ἀπὸ τῆς προσεχοῦς ἑβδομάδος. Ἡ κυβέρνησις ἐξέδωσεν ἀνακοινωθὲν διὰ τοῦ ὁποίου τονίζεται ὅτι τὰ μέτρα θὰ ἐφαρμοσθοῦν ἀμέσως. Κατὰ πληροφορίας ἐκ τῆς πρωτευούσης, αἱ διαπραγματεύσεις συνεχίζονται μὲ ἐπιτυχίαν καὶ ἀναμένεται ὅτι θὰ ὁλοκληρωθοῦν ἐντὸς τῶν προσεχῶν ἡμερῶν. Οἱ ἀντιπρόσωποι ἐδήλωσαν ὅτι ἡ συνεργασία θὰ συνεχισθῇ ἐπὶ τῇ βάσει τῶν ἀρχῶν τοῦ Χάρτου. ΑΘΗΝΑΙ, 12.— Ὁ ἀνταποκριτὴς μας πληροφορεῖ ὅτι κατὰ τὴν χθεσινὴν συνεδρίασιν ἀπεφασίσθη ὅπως αἱ ἐργασίαι συνεχισθοῦν ἀπὸ τῆς προσεχοῦς ἑβδομάδος. Ἡ κυβέρνησις ἐξέδωσεν ἀνακοινωθὲν διὰ τοῦ ὁποίου τονίζεται ὅτι τὰ μέτρα θὰ ἐφαρμοσθοῦν ἀμέσως. Κατὰ πληροφορίας ἐκ τῆς πρωτευούσης, αἱ διαπραγματεύσεις συνεχίζονται μὲ ἐπιτυχίαν καὶ ἀναμένεται ὅτι θὰ ὁλοκληρωθοῦν ἐντὸς τῶν προσεχῶν ἡμερῶν. Οἱ ἀντιπρόσωποι ἐδήλωσαν ὅτι ἡ συνεργασία θὰ συνεχισθῇ ἐπὶ τῇ βάσει τῶν ἀρχῶν τοῦ Χάρτου. ΑΘΗΝΑΙ, 12.— Ὁ ἀνταποκριτὴς μας πληροφορεῖ ὅτι κατὰ τὴν χθεσινὴν συνεδρίασιν ἀπεφασίσθη ὅπως αἱ ἐργασίαι συνεχισθοῦν ἀπὸ τῆς προσεχοῦς ἑβδομάδος. Ἡ κυβέρνησις ἐξέδωσεν ἀνακοινωθὲν διὰ τοῦ ὁποίου τονίζεται ὅτι τὰ μέτρα θὰ ἐφαρμοσθοῦν ἀμέσως. Κατὰ πληροφορίας ἐκ τῆς πρωτευούσης, αἱ διαπραγματεύσεις συνεχίζονται μὲ ἐπιτυχίαν καὶ ἀναμένεται ὅτι θὰ ὁλοκληρωθοῦν ἐντὸς τῶν προσεχῶν ἡμερῶν. Οἱ ἀντιπρόσωποι ἐδήλωσαν ὅτι ἡ συνεργασία θὰ συνεχισθῇ ἐπὶ τῇ βάσει τῶν ἀρχῶν τοῦ Χάρτου.	[20, 792, 427, 1012]
article-brazil: ΕΠΕΤΡΑΠΗ ΕΙΣ ΔΕΚΑΠΕΝΤΕ ΑΝΤΕΠΑΝΑΣΤΑΤΑΣ ΚΑΤΑΦΥΓΟΝΤΑΣ ΕΙΣ ΤΗΝ ΠΡΕΣΒΕΙΑΝ ΒΡΑΖΙΛΙΑΣ ΝΑ ΑΝΑΧΩΡΗΣΟΥΝ ΑΕΡΟΠΟΡΙΚΩΣ ΕΚ ΚΟΥΒΑΣ ΑΘΗΝΑΙ, 12.— Ὁ ἀνταποκριτὴς μας πληροφορεῖ ὅτι κατὰ τὴν χθεσινὴν συνεδρίασιν ἀπεφασίσθη ὅπως αἱ ἐργασίαι συνεχισθοῦν ἀπὸ τῆς προσεχοῦς ἑβδομάδος. Ἡ κυβέρνησις ἐξέδωσεν ἀνακοινωθὲν διὰ τοῦ ὁποίου τονίζεται ὅτι τὰ μέτρα θὰ ἐφαρμοσθοῦν ἀμέσως. Κατὰ πληροφορίας ἐκ τῆς πρωτευούσης, αἱ διαπραγματεύσεις συνεχίζονται μὲ ἐπιτυχίαν καὶ ἀναμένεται ὅτι θὰ ὁλοκληρωθοῦν ἐντὸς τῶν προσεχῶν ἡμερῶν. Οἱ ἀντιπρόσωποι ἐδήλωσαν ὅτι ἡ συνεργασία θὰ συνεχισθῇ ἐπὶ τῇ βάσει τῶν ἀρχῶν τοῦ Χάρτου. ΑΘΗΝΑΙ, 12.— Ὁ ἀνταποκριτὴς μας πληροφορεῖ ὅτι κατὰ τὴν χθεσινὴν συνεδρίασιν ἀπεφασίσθη ὅπως αἱ ἐργασίαι συνεχισθοῦν ἀπὸ τῆς προσεχοῦς ἑβδομάδος. Ἡ κυβέρνησις ἐξέδωσεν ἀνακοινωθὲν διὰ τοῦ ὁποίου τονίζεται ὅτι τὰ μέτρα θὰ ἐφαρμοσθοῦν ἀμέσως. Κατὰ πληροφορίας ἐκ τῆς πρωτευούσης, αἱ διαπραγματεύσεις συνεχίζονται μὲ ἐπιτυχίαν καὶ ἀναμένεται ὅτι θὰ ὁλοκληρωθοῦν ἐντὸς τῶν προσεχῶν ἡμερῶν. Οἱ ἀντιπρόσωποι ἐδήλωσαν ὅτι ἡ συνεργασία θὰ συνεχισθῇ ἐπὶ τῇ βάσει τῶν ἀρχῶν τοῦ Χάρτου. Η ΒΕΝΕΖΟΥΕΛΑ ΑΘΗΝΑΙ, 12.— Ὁ ἀνταποκριτὴς μας πληροφορεῖ ὅτι κατὰ τὴν χθεσινὴν συνεδρίασιν ἀπεφασίσθη ὅπως αἱ ἐργασίαι συνεχισθοῦν ἀπὸ τῆς προσεχοῦς ἑβδομάδος. Ἡ κυβέρνησις ἐξέδωσεν ἀνακοινωθὲν διὰ τοῦ ὁποίου τονίζεται ὅτι τὰ μέτρα θὰ ἐφαρμοσθοῦν ἀμέσως. Κατὰ πληροφορίας ἐκ τῆς πρωτευούσης, αἱ διαπραγματεύσεις συνεχίζονται μὲ ἐπιτυχίαν καὶ ἀναμένεται ὅτι θὰ ὁλοκληρωθοῦν ἐντὸς τῶν προσεχῶν ἡμερῶν. Οἱ ἀντιπρόσωποι ἐδήλωσαν ὅτι ἡ συνεργασία θὰ συνεχισθῇ ἐπὶ τῇ βάσει τῶν ἀρχῶν τοῦ Χάρτου. ΠΑΡΙΣΤΙΟΝ ΑΘΗΝΑΙ, 12.— Ὁ ἀνταποκριτὴς μας πληροφορεῖ ὅτι κατὰ τὴν χθεσινὴν συνεδρίασιν ἀπεφασίσθη ὅπως αἱ ἐργασίαι συνεχισθοῦν ἀπὸ τῆς προσεχοῦς ἑβδομάδος. Ἡ κυβέρνησις ἐξέδωσεν ἀνακοινωθὲν διὰ τοῦ ὁποίου τονίζεται ὅτι τὰ μέτρα θὰ ἐφαρμοσθοῦν ἀμέσως. Κατὰ πληροφορίας ἐκ τῆς πρωτευούσης, αἱ διαπραγματεύσεις συνεχίζονται μὲ ἐπιτυχίαν καὶ ἀναμένεται ὅτι θὰ ὁλοκληρωθοῦν ἐντὸς τῶν προσεχῶν ἡμερῶν. Οἱ ἀντιπρόσωποι ἐδήλωσαν ὅτι ἡ συνεργασία θὰ συνεχισθῇ ἐπὶ τῇ βάσει τῶν ἀρχῶν τοῦ Χάρτου. ΕΙΣ ΤΟ ΓΟΥΑΤΕΜΑΛΑ ΑΘΗΝΑΙ, 12.— Ὁ ἀνταποκριτὴς μας πληροφορεῖ ὅτι κατὰ τὴν χθεσινὴν συνεδρίασιν ἀπεφασίσθη ὅπως αἱ ἐργασίαι συνεχισθοῦν ἀπὸ τῆς προσεχοῦς ἑβδομάδος. Ἡ κυβέρνησις ἐξέδωσεν ἀνακοινωθὲν διὰ τοῦ ὁποίου τονίζεται ὅτι τὰ μέτρα θὰ ἐφαρμοσθοῦν ἀμέσως. Κατὰ πληροφορίας ἐκ τῆς πρωτευούσης, αἱ διαπραγματεύσεις συνεχίζονται μὲ ἐπιτυχίαν καὶ ἀναμένεται ὅτι θὰ ὁλοκληρωθοῦν ἐντὸς τῶν προσεχῶν ἡμερῶν. Οἱ ἀντιπρόσωποι ἐδήλωσαν ὅτι ἡ συνεργασία θὰ συνεχισθῇ ἐπὶ τῇ βάσει τῶν ἀρχῶν τοῦ Χάρτου. ΑΘΗΝΑΙ, 12.— Ὁ ἀνταποκριτὴς μας πληροφορεῖ ὅτι κατὰ τὴν χθεσινὴν συνεδρίασιν ἀπεφασίσθη ὅπως αἱ ἐργασίαι συνεχισθοῦν ἀπὸ τῆς προσεχοῦς ἑβδομάδος. Ἡ κυβέρνησις ἐξέδωσεν ἀνακοινωθὲν διὰ τοῦ ὁποίου τονίζεται ὅτι τὰ μέτρα θὰ ἐφαρμοσθοῦν ἀμέσως. Κατὰ πληροφορίας ἐκ τῆς πρωτευούσης, αἱ διαπραγματεύσεις συνεχίζονται μὲ ἐπιτυχίαν καὶ ἀναμένεται ὅτι θὰ ὁλοκληρωθοῦν ἐντὸς τῶν προσεχῶν ἡμερῶν. Οἱ ἀντιπρόσωποι ἐδήλωσαν ὅτι ἡ συνεργασία θὰ συνεχισθῇ ἐπὶ τῇ βάσει τῶν ἀρχῶν τοῦ Χάρτου.	[20, 434, 427, 780]
article-milan: Η ΕΛΛΑΣ, ΕΔΗΛΩΣΕΝ Ο κ. ΑΒΕΡΩΦ ΕΙΣ ΤΟ ΜΙΛΑΝΟΝ ΕΠΙΘΥΜΕΙ ΦΙΛΙΚΑΣ ΣΧΕΣΕΙΣ ΜΕ ΟΛΑΣ ΤΑΣ ΧΩΡΑΣ ΑΛΛΑ ΘΑ ΚΑΤΑΠΟΛΕΜΗΣΗ ΤΟΝ ΚΟΜΜΟΥΝΙΣΜΟΝ ΑΘΗΝΑΙ, 12.— Ὁ ἀνταποκριτὴς μας πληροφορεῖ ὅτι κατὰ τὴν χθεσινὴν συνεδρίασιν ἀπεφασίσθη ὅπως αἱ ἐργασίαι συνεχισθοῦν ἀπὸ τῆς προσεχοῦς ἑβδομάδος. Ἡ κυβέρνησις ἐξέδωσεν ἀνακοινωθὲν διὰ τοῦ ὁποίου τονίζεται ὅτι τὰ μέτρα θὰ ἐφαρμοσθοῦν ἀμέσως. Κατὰ πληροφορίας ἐκ τῆς πρωτευούσης, αἱ διαπραγματεύσεις συνεχίζονται μὲ ἐπιτυχίαν καὶ ἀναμένεται ὅτι θὰ ὁλοκληρωθοῦν ἐντὸς τῶν προσεχῶν ἡμερῶν. Οἱ ἀντιπρόσωποι ἐδήλωσαν ὅτι ἡ συνεργασία θὰ συνεχισθῇ ἐπὶ τῇ βάσει τῶν ἀρχῶν τοῦ Χάρτου. ΑΘΗΝΑΙ, 12.— Ὁ ἀνταποκριτὴς μας πληροφορεῖ ὅτι κατὰ τὴν χθεσινὴν συνεδρίασιν ἀπεφασίσθη ὅπως αἱ ἐργασίαι συνεχισθοῦν ἀπὸ τῆς προσεχοῦς ἑβδομάδος. Ἡ κυβέρνησις ἐξέδωσεν ἀνακοινωθὲν διὰ τοῦ ὁποίου τονίζεται ὅτι τὰ μέτρα θὰ ἐφαρμοσθοῦν ἀμέσως. Κατὰ πληροφορίας ἐκ τῆς πρωτευούσης, αἱ διαπραγματεύσεις συνεχίζονται μὲ ἐπιτυχίαν καὶ ἀναμένεται ὅτι θὰ ὁλοκληρωθοῦν ἐντὸς τῶν προσεχῶν ἡμερῶν. Οἱ ἀντιπρόσωποι ἐδήλωσαν ὅτι ἡ συνεργασία θὰ συνεχισθῇ ἐπὶ τῇ βάσει τῶν ἀρχῶν τοῦ Χάρτου.	[20, 288, 427, 422]
headline: ΤΟ ΠΕΤΡΕΛΑΙΟΝ ΕΙΝΑΙ ΣΗΜΑΝΤΙΚΟΝ ΟΠΛΟΝ ΕΙΣ ΧΕΙΡΑΣ ΤΗΣ ΣΟΒΙΕΤΙΚΗΣ ΡΩΣΙΑΣ ΠΡΟΣ ΕΠΙΤΕΥΞΙΝ ΤΩΝ ΠΟΛΙΤΙΚΩΝ ΣΚΟΠΩΝ ΤΗΣ	[21, 1025, 426, 1070]
article-kairo: ΠΡΟΧΩΡΟΥΝ ΑΙ ΠΡΟΕΤΟΙΜΑΣΙΑΙ ΠΡΟΚΑΤΑΡΚΤΙΚΗΣ ΔΙΑΣΚΕΨΕΩΣ ΤΩΝ ΑΔΕΣΜΕΥΤΩΝ ΕΙΣ ΚΑΪΡΟΝ ΑΘΗΝΑΙ, 12.— Ὁ ἀνταποκριτὴς μας πληροφορεῖ ὅτι κατὰ τὴν χθεσινὴν συνεδρίασιν ἀπεφασίσθη ὅπως αἱ ἐργασίαι συνεχισθοῦν ἀπὸ τῆς προσεχοῦς ἑβδομάδος. Ἡ κυβέρνησις ἐξέδωσεν ἀνακοινωθὲν διὰ τοῦ ὁποίου τονίζεται ὅτι τὰ μέτρα θὰ ἐφαρμοσθοῦν ἀμέσως. Κατὰ πληροφορίας ἐκ τῆς πρωτευούσης, αἱ διαπραγματεύσεις συνεχίζονται μὲ ἐπιτυχίαν καὶ ἀναμένεται ὅτι θὰ ὁλοκληρωθοῦν ἐντὸς τῶν προσεχῶν ἡμερῶν. Οἱ ἀντιπρόσωποι ἐδήλωσαν ὅτι ἡ συνεργασία θὰ συνεχισθῇ ἐπὶ τῇ βάσει τῶν ἀρχῶν τοῦ Χάρτου. ΑΘΗΝΑΙ, 12.— Ὁ ἀνταποκριτὴς μας πληροφορεῖ ὅτι κατὰ τὴν χθεσινὴν συνεδρίασιν ἀπεφασίσθη ὅπως αἱ ἐργασίαι συνεχισθοῦν ἀπὸ τῆς προσεχοῦς ἑβδομάδος. Ἡ κυβέρνησις ἐξέδωσεν ἀνακοινωθὲν διὰ τοῦ ὁποίου τονίζεται ὅτι τὰ μέτρα θὰ ἐφαρμοσθοῦν ἀμέσως. Κατὰ πληροφορίας ἐκ τῆς πρωτευούσης, αἱ διαπραγματεύσεις συνεχίζονται μὲ ἐπιτυχίαν καὶ ἀναμένεται ὅτι θὰ ὁλοκληρωθοῦν ἐντὸς τῶν προσεχῶν ἡμερῶν. Οἱ ἀντιπρόσωποι ἐδήλωσαν ὅτι ἡ συνεργασία θὰ συνεχισθῇ ἐπὶ τῇ βάσει τῶν ἀρχῶν τοῦ Χάρτου. ΑΘΗΝΑΙ, 12.— Ὁ ἀνταποκριτὴς μας πληροφορεῖ ὅτι κατὰ τὴν χθεσινὴν συνεδρίασιν ἀπεφασίσθη ὅπως αἱ ἐργασίαι συνεχισθοῦν ἀπὸ τῆς προσεχοῦς ἑβδομάδος. Ἡ κυβέρνησις ἐξέδωσεν ἀνακοινωθὲν διὰ τοῦ ὁποίου τονίζεται ὅτι τὰ μέτρα θὰ ἐφαρμοσθοῦν ἀμέσως. Κατὰ πληροφορίας ἐκ τῆς πρωτευούσης, αἱ διαπραγματεύσεις συνεχίζονται μὲ ἐπιτυχίαν καὶ ἀναμένεται ὅτι θὰ ὁλοκληρωθοῦν ἐντὸς τῶν προσεχῶν ἡμερῶν. Οἱ ἀντιπρόσωποι ἐδήλωσαν ὅτι ἡ συνεργασία θὰ συνεχισθῇ ἐπὶ τῇ βάσει τῶν ἀρχῶν τοῦ Χάρτου. Η ΣΤΑΣΙΣ ΤΩΝ ΙΝΔΙΩΝ ΑΘΗΝΑΙ, 12.— Ὁ ἀνταποκριτὴς μας πληροφορεῖ ὅτι κατὰ τὴν χθεσινὴν συνεδρίασιν ἀπεφασίσθη ὅπως αἱ ἐργασίαι συνεχισθοῦν ἀπὸ τῆς προσεχοῦς ἑβδομάδος. Ἡ κυβέρνησις ἐξέδωσεν ἀνακοινωθὲν διὰ τοῦ ὁποίου τονίζεται ὅτι τὰ μέτρα θὰ ἐφαρμοσθοῦν ἀμέσως. Κατὰ πληροφορίας ἐκ τῆς πρωτευούσης, αἱ διαπραγματεύσεις συνεχίζονται μὲ ἐπιτυχίαν καὶ ἀναμένεται ὅτι θὰ ὁλοκληρωθοῦν ἐντὸς τῶν προσεχῶν ἡμερῶν. Οἱ ἀντιπρόσωποι ἐδήλωσαν ὅτι ἡ συνεργασία θὰ συνεχισθῇ ἐπὶ τῇ βάσει τῶν ἀρχῶν τοῦ Χάρτου.	[20, 1701, 427, 1951]
rule	[20, 1248, 427, 1250]
headline: ΕΙΣ ΑΓΚΟΛΑΝ ΔΥΝΑΜΕΙΣ ΕΠΑΝΑΣΤΑΤΩΝ ΣΥΓΚΕΝΤΡΟΥΝΤΑΙ ΠΕΡΙ ΤΗΝ ΠΡΩΤΕΥΟΥΣΑΝ	[1209, 23, 1525, 83]
rule	[20, 786, 427, 788]
headline: ΟΥΔΕΜΙΑ ΣΑΦΗΣ ΠΡΟΒΛΕΨΙΣ ΔΥΝΑΤΑΙ ΝΑ ΓΙΝΗ ΠΕΡΙ ΤΗΣ ΜΟΡΦΗΣ ΚΑΙ ΕΚΤΑΣΕΩΣ ΤΗΣ ΒΟΗΘΕΙΑΣ	[628, 1072, 968, 1099]
headline: ΕΞΕΔΟΘΗ ΤΟ ΠΟΡΙΣΜΑ ΤΩΝ ΑΝΑΚΡΙΣΕΩΝ ΚΑΤΑ ΤΟΥ ΔΙΕΥΘΥΝΤΟΥ ΤΗΣ ΠΟΛΕΟΔΟΜΙΑΣ	[997, 464, 1162, 516]
rule	[20, 428, 427, 430]
deck: Θυελλώδεις ἐπευφημίαι ὑπὲρ τοῦ Στάλιν	[509, 208, 908, 229]
headline: ΠΡΟΧΩΡΟΥΝ ΑΙ ΠΡΟΕΤΟΙΜΑΣΙΑΙ ΠΡΟΚΑΤΑΡΚΤΙΚΗΣ ΔΙΑΣΚΕΨΕΩΣ ΤΩΝ ΑΔΕΣΜΕΥΤΩΝ ΕΙΣ ΚΑΪΡΟΝ	[69, 1701, 378, 1757]
rule	[20, 1696, 427, 1698]
headline: Ο ΓΚΙΟΥΡΣΕΛ ΠΡΟΕΙΔΟΠΟΙΕΙ ΤΟΥΣ ΦΟΙΤΗΤΑΣ	[994, 629, 1165, 656]
article-tourists: ΠΟΙΑΙ ΑΙ ΣΥΝΑΛΛΑΓΜΑΤΙΚΑΙ ΔΙΕΥΚΟΛΥΝΣΕΙΣ ΠΟΥ ΘΑ ΠΑΡΕΧΩΝΤΑΙ ΕΦΕΞΗΣ ΕΙΣ ΤΟΥΡΙΣΤΑΣ ΚΑΤΑ ΤΗΝ ΕΙΣΟΔΟΝ ΚΑΙ ΕΞΟΔΟΝ ΕΞ ΕΛΛΑΔΟΣ ΑΘΗΝΑΙ, 12.— Ὁ ἀνταποκριτὴς μας πληροφορεῖ ὅτι κατὰ τὴν χθεσινὴν συνεδρίασιν ἀπεφασίσθη ὅπως αἱ ἐργασίαι συνεχισθοῦν ἀπὸ τῆς προσεχοῦς ἑβδομάδος. Ἡ κυβέρνησις ἐξέδωσεν ἀνακοινωθὲν διὰ τοῦ ὁποίου τονίζεται ὅτι τὰ μέτρα θὰ ἐφαρμοσθοῦν ἀμέσως. Κατὰ πληροφορίας ἐκ τῆς πρωτευούσης, αἱ διαπραγματεύσεις συνεχίζονται μὲ ἐπιτυχίαν καὶ ἀναμένεται ὅτι θὰ ὁλοκληρωθοῦν ἐντὸς τῶν προσεχῶν ἡμερῶν. Οἱ ἀντιπρόσωποι ἐδήλωσαν ὅτι ἡ συνεργασία θὰ συνεχισθῇ ἐπὶ τῇ βάσει τῶν ἀρχῶν τοῦ Χάρτου. ΑΘΗΝΑΙ, 12.— Ὁ ἀνταποκριτὴς μας πληροφορεῖ ὅτι κατὰ τὴν χθεσινὴν συνεδρίασιν ἀπεφασίσθη ὅπως αἱ ἐργασίαι συνεχισθοῦν ἀπὸ τῆς προσεχοῦς ἑβδομάδος. Ἡ κυβέρνησις ἐξέδωσεν ἀνακοινωθὲν διὰ τοῦ ὁποίου τονίζεται ὅτι τὰ μέτρα θὰ ἐφαρμοσθοῦν ἀμέσως. Κατὰ πληροφορίας ἐκ τῆς πρωτευούσης, αἱ διαπραγματεύσεις συνεχίζονται μὲ ἐπιτυχίαν καὶ ἀναμένεται ὅτι θὰ ὁλοκληρωθοῦν ἐντὸς τῶν προσεχῶν ἡμερῶν. Οἱ ἀντιπρόσωποι ἐδήλωσαν ὅτι ἡ συνεργασία θὰ συνεχισθῇ ἐπὶ τῇ βάσει τῶν ἀρχῶν τοῦ Χάρτου. ΑΘΗΝΑΙ, 12.— Ὁ ἀνταποκριτὴς μας πληροφορεῖ ὅτι κατὰ τὴν χθεσινὴν συνεδρίασιν ἀπεφασίσθη ὅπως αἱ ἐργασίαι συνεχισθοῦν ἀπὸ τῆς προσεχοῦς ἑβδομάδος. Ἡ κυβέρνησις ἐξέδωσεν ἀνακοινωθὲν διὰ τοῦ ὁποίου τονίζεται ὅτι τὰ μέτρα θὰ ἐφαρμοσθοῦν ἀμέσως. Κατὰ πληροφορίας ἐκ τῆς πρωτευούσης, αἱ διαπραγματεύσεις συνεχίζονται μὲ ἐπιτυχίαν καὶ ἀναμένεται ὅτι θὰ ὁλοκληρωθοῦν ἐντὸς τῶν προσεχῶν ἡμερῶν. Οἱ ἀντιπρόσωποι ἐδήλωσαν ὅτι ἡ συνεργασία θὰ συνεχισθῇ ἐπὶ τῇ βάσει τῶν ἀρχῶν τοῦ Χάρτου. ΑΘΗΝΑΙ, 12.— Ὁ ἀνταποκριτὴς μας πληροφορεῖ ὅτι κατὰ τὴν χθεσινὴν συνεδρίασιν ἀπεφασίσθη ὅπως αἱ ἐργασίαι συνεχισθοῦν ἀπὸ τῆς προσεχοῦς ἑβδομάδος. Ἡ κυβέρνησις ἐξέδωσεν ἀνακοινωθὲν διὰ τοῦ ὁποίου τονίζεται ὅτι τὰ μέτρα θὰ ἐφαρμοσθοῦν ἀμέσως. Κατὰ πληροφορίας ἐκ τῆς πρωτευούσης, αἱ διαπραγματεύσεις συνεχίζονται μὲ ἐπιτυχίαν καὶ ἀναμένεται ὅτι θὰ ὁλοκληρωθοῦν ἐντὸς τῶν προσεχῶν ἡμερῶν. Οἱ ἀντιπρόσωποι ἐδήλωσαν ὅτι ἡ συνεργασία θὰ συνεχισθῇ ἐπὶ τῇ βάσει τῶν ἀρχῶν τοῦ Χάρτου.	[20, 1255, 427, 1473]
headline: ΠΟΙΑΙ ΑΙ ΣΥΝΑΛΛΑΓΜΑΤΙΚΑΙ ΔΙΕΥΚΟΛΥΝΣΕΙΣ ΠΟΥ ΘΑ ΠΑΡΕΧΩΝΤΑΙ ΕΦΕΞΗΣ ΕΙΣ ΤΟΥΡΙΣΤΑΣ ΚΑΤΑ ΤΗΝ ΕΙΣΟΔΟΝ ΚΑΙ ΕΞΟΔΟΝ ΕΞ ΕΛΛΑΔΟΣ	[25, 1255, 422, 1300]
newspaper-page	[20, 16, 1550, 2293]
headline: ΔΡΑΣΤΙΚΗΝ ΕΝΕΡΓΕΙΑΝ ΚΑΤΑ ΤΗΣ ΙΑΡΑΣ	[459, 1452, 599, 1479]
headline: 1068 ΣΚΑΦΗ ΧΩΡΗΤΙΚΟΤΗΤΟΣ 5.574.044 ΚΟΡΩΝ ΑΡΙΘΜΕΙ Ο ΕΛΛΗΝΙΚΟΣ ΕΜΠΟΡΙΚΟΣ ΣΤΟΛΟΣ ΚΑΙ ΠΡΟΒΛΕΠΕΤΑΙ ΝΑ ΚΑΘΕΞΗ ΤΗΝ 5ΗΝ ΘΕΣΙΝ	[1209, 876, 1525, 919]
headline: ΘΕΑΝΑΤΩΝΕ ΔΙΑ ΔΗΛΗΤΗΡΙΩΔΩΝ ΣΦΑΙΡΩΝ ΤΟΥΣ ΚΡΑΤΟΥΜΕΝΟΥΣ ΕΙΣ ΤΑ ΣΤΡΑΤΟΠΕΔΑ	[53, 792, 393, 823]
column-rule	[1175, 16, 1176, 2293]
column-center: Νέος λόγος τοῦ Ρώσσου πρωθυπουργοῦ Η ΣΟΒ. ΕΝΩΣΙΣ ΔΕΝ ΕΧΕΙ ΑΝΑΓΚΗΝ ΠΟΛΕΜΟΥ ΔΙΑ ΝΑ ΕΞΑΣΦΑΛΙΣΗ ΤΗΝ ΝΙΚΗΝ ΤΗΣ ΔΙΕΚΗΡΥΞΕΝ Ο ΚΡΟΥΣΤΣΕΦ ΕΙΣ ΤΥΦΛΙΔΑ Θυελλώδεις ἐπευφημίαι ὑπὲρ τοῦ Στάλιν ὅταν τὸν ἐχαρακτήρισεν «ἔξοχον ἡγέτην» ΑΘΗΝΑΙ, 12.— Ὁ ἀνταποκριτὴς μας πληροφορεῖ ὅτι κατὰ τὴν χθεσινὴν συνεδρίασιν ἀπεφασίσθη ὅπως αἱ ἐργασίαι συνεχισθοῦν ἀπὸ τῆς προσεχοῦς ἑβδομάδος. Ἡ κυβέρνησις ἐξέδωσεν ἀνακοινωθὲν διὰ τοῦ ὁποίου τονίζεται ὅτι τὰ μέτρα θὰ ἐφαρμοσθοῦν ἀμέσως. Κατὰ πληροφορίας ἐκ τῆς πρωτευούσης, αἱ διαπραγματεύσεις συνεχίζονται μὲ ἐπιτυχίαν καὶ ἀναμένεται ὅτι θὰ ὁλοκληρωθοῦν ἐντὸς τῶν προσεχῶν ἡμερῶν. Οἱ ἀντιπρόσωποι ἐδήλωσαν ὅτι ἡ συνεργασία θὰ συνεχισθῇ ἐπὶ τῇ βάσει τῶν ἀρχῶν τοῦ Χάρτου. ΑΘΗΝΑΙ, 12.— Ὁ ἀνταποκριτὴς μας πληροφορεῖ ὅτι κατὰ τὴν χθεσινὴν συνεδρίασιν ἀπεφασίσθη ὅπως αἱ ἐργασίαι συνεχισθοῦν ἀπὸ τῆς προσεχοῦς ἑβδομάδος. Ἡ κυβέρνησις ἐξέδωσεν ἀνακοινωθὲν διὰ τοῦ ὁποίου τονίζεται ὅτι τὰ μέτρα θὰ ἐφαρμοσθοῦν ἀμέσως. Κατὰ πληροφορίας ἐκ τῆς πρωτευούσης, αἱ διαπραγματεύσεις συνεχίζονται μὲ ἐπιτυχίαν καὶ ἀναμένεται ὅτι θὰ ὁλοκληρωθοῦν ἐντὸς τῶν προσεχῶν ἡμερῶν. Οἱ ἀντιπρόσωποι ἐδήλωσαν ὅτι ἡ συνεργασία θὰ συνεχισθῇ ἐπὶ τῇ βάσει τῶν ἀρχῶν τοῦ Χάρτου. ΑΘΗΝΑΙ, 12.— Ὁ ἀνταποκριτὴς μας πληροφορεῖ ὅτι κατὰ τὴν χθεσινὴν συνεδρίασιν ἀπεφασίσθη ὅπως αἱ ἐργασίαι συνεχισθοῦν ἀπὸ τῆς προσεχοῦς ἑβδομάδος. Ἡ κυβέρνησις ἐξέδωσεν ἀνακοινωθὲν διὰ τοῦ ὁποίου τονίζεται ὅτι τὰ μέτρα θὰ ἐφαρμοσθοῦν ἀμέσως. Κατὰ πληροφορίας ἐκ τῆς πρωτευούσης, αἱ διαπραγματεύσεις συνεχίζονται μὲ ἐπιτυχίαν καὶ ἀναμένεται ὅτι θὰ ὁλοκληρωθοῦν ἐντὸς τῶν προσεχῶν ἡμερῶν. Οἱ ἀντιπρόσωποι ἐδήλωσαν ὅτι ἡ συνεργασία θὰ συνεχισθῇ ἐπὶ τῇ βάσει τῶν ἀρχῶν τοῦ Χάρτου. ΔΙΑ ΤΟΝ ΣΤΑΛΙΝ ΑΚΡΙΒΗ ΘΕΩΡΕΙ Η ΓΣΕΕ ΤΑ ΠΕΡΙ ΔΙΑΙΤΗΤΟΥ ΤΟΥ κ. ΔΗΜΗΤΡΑΤΟΥ ΖΗΤΕΙ ΝΑ ΓΙΝΗ ΕΡΕΥΝΑ ΕΙΣ ΤΟ ΤΑΜΕΙΟΝ ΔΟΜΙΚΩΝ ΑΘΗΝΑΙ, 12.— Ὁ ἀνταποκριτὴς μας πληροφορεῖ ὅτι κατὰ τὴν χθεσινὴν συνεδρίασιν ἀπεφασίσθη ὅπως αἱ ἐργασίαι συνεχισθοῦν ἀπὸ τῆς προσεχοῦς ἑβδομάδος. Ἡ κυβέρνησις ἐξέδωσεν ἀνακοινωθὲν διὰ τοῦ ὁποίου τονίζεται ὅτι τὰ μέτρα θὰ ἐφαρμοσθοῦν ἀμέσως. Κατὰ πληροφορίας ἐκ τῆς πρωτευούσης, αἱ διαπραγματεύσεις συνεχίζονται μὲ ἐπιτυχίαν καὶ ἀναμένεται ὅτι θὰ ὁλοκληρωθοῦν ἐντὸς τῶν προσεχῶν ἡμερῶν. Οἱ ἀντιπρόσωποι ἐδήλωσαν ὅτι ἡ συνεργασία θὰ συνεχισθῇ ἐπὶ τῇ βάσει τῶν ἀρχῶν τοῦ Χάρτου. ΑΘΗΝΑΙ, 12.— Ὁ ἀνταποκριτὴς μας πληροφορεῖ ὅτι κατὰ τὴν χθεσινὴν συνεδρίασιν ἀπεφασίσθη ὅπως αἱ ἐργασίαι συνεχισθοῦν ἀπὸ τῆς προσεχοῦς ἑβδομάδος. Ἡ κυβέρνησις ἐξέδωσεν ἀνακοινωθὲν διὰ τοῦ ὁποίου τονίζεται ὅτι τὰ μέτρα θὰ ἐφαρμοσθοῦν ἀμέσως. Κατὰ πληροφορίας ἐκ τῆς πρωτευούσης, αἱ διαπραγματεύσεις συνεχίζονται μὲ ἐπιτυχίαν καὶ ἀναμένεται ὅτι θὰ ὁλοκληρωθοῦν ἐντὸς τῶν προσεχῶν ἡμερῶν. Οἱ ἀντιπρόσωποι ἐδήλωσαν ὅτι ἡ συνεργασία θὰ συνεχισθῇ ἐπὶ τῇ βάσει τῶν ἀρχῶν τοῦ Χάρτου. ΝΗΟΦΙΑΝ ΥΠΕΣΤΗ ΓΙΟΥΓΚΟΣΛΑΒΙΚΟΝ ΑΠΟ ΓΑΛΛΙΚΑ ΠΟΛΕΜΙΚΑ ΑΘΗΝΑΙ, 12.— Ὁ ἀνταποκριτὴς μας πληροφορεῖ ὅτι κατὰ τὴν χθεσινὴν συνεδρίασιν ἀπεφασίσθη ὅπως αἱ ἐργασίαι συνεχισθοῦν ἀπὸ τῆς προσεχοῦς ἑβδομάδος. Ἡ κυβέρνησις ἐξέδωσεν ἀνακοινωθὲν διὰ τοῦ ὁποίου τονίζεται ὅτι τὰ μέτρα θὰ ἐφαρμοσθοῦν ἀμέσως. Κατὰ πληροφορίας ἐκ τῆς πρωτευούσης, αἱ διαπραγματεύσεις συνεχίζονται μὲ ἐπιτυχίαν καὶ ἀναμένεται ὅτι θὰ ὁλοκληρωθοῦν ἐντὸς τῶν προσεχῶν ἡμερῶν. Οἱ ἀντιπρόσωποι ἐδήλωσαν ὅτι ἡ συνεργασία θὰ συνεχισθῇ ἐπὶ τῇ βάσει τῶν ἀρχῶν τοῦ Χάρτου. ΣΥΣΚΕΨΙΣ ΕΠΙΘΕΩΡΗΤΩΝ ΔΗΜΟΣΙΩΝ ΕΡΓΩΝ ΥΠΟ ΤΟΥ κ. ΓΚΙΚΑ ΑΘΗΝΑΙ, 12.— Ὁ ἀνταποκριτὴς μας πληροφορεῖ ὅτι κατὰ τὴν χθεσινὴν συνεδρίασιν ἀπεφασίσθη ὅπως αἱ ἐργασίαι συνεχισθοῦν ἀπὸ τῆς προσεχοῦς ἑβδομάδος. Ἡ κυβέρνησις ἐξέδωσεν ἀνακοινωθὲν διὰ τοῦ ὁποίου τονίζεται ὅτι τὰ μέτρα θὰ ἐφαρμοσθοῦν ἀμέσως. Κατὰ πληροφορίας ἐκ τῆς πρωτευούσης, αἱ διαπραγματεύσεις συνεχίζονται μὲ ἐπιτυχίαν καὶ ἀναμένεται ὅτι θὰ ὁλοκληρωθοῦν ἐντὸς τῶν προσεχῶν ἡμερῶν. Οἱ ἀντιπρόσωποι ἐδήλωσαν ὅτι ἡ συνεργασία θὰ συνεχισθῇ ἐπὶ τῇ βάσει τῶν ἀρχῶν τοῦ Χάρτου. ΟΙ ΙΔΙΩΤΙΚΟΙ ΕΚΠΑΙΔΕΥΤΑΙ ΑΘΗΝΑΙ, 12.— Ὁ ἀνταποκριτὴς μας πληροφορεῖ ὅτι κατὰ τὴν χθεσινὴν συνεδρίασιν ἀπεφασίσθη ὅπως αἱ ἐργασίαι συνεχισθοῦν ἀπὸ τῆς προσεχοῦς ἑβδομάδος. Ἡ κυβέρνησις ἐξέδωσεν ἀνακοινωθὲν διὰ τοῦ ὁποίου τονίζεται ὅτι τὰ μέτρα θὰ ἐφαρμοσθοῦν ἀμέσως. Κατὰ πληροφορίας ἐκ τῆς πρωτευούσης, αἱ διαπραγματεύσεις συνεχίζονται μὲ ἐπιτυχίαν καὶ ἀναμένεται ὅτι θὰ ὁλοκληρωθοῦν ἐντὸς τῶν προσεχῶν ἡμερῶν. Οἱ ἀντιπρόσωποι ἐδήλωσαν ὅτι ἡ συνεργασία θὰ συνεχισθῇ ἐπὶ τῇ βάσει τῶν ἀρχῶν τοῦ Χάρτου. ΕΟΡΤΑΣΙΣ ΕΙΣ ΛΟΝΔΙΝΟΝ ΤΩΝ ΑΓΙΩΝ ΚΩΝΣΤΑΝΤΙΝΟΥ ΑΘΗΝΑΙ, 12.— Ὁ ἀνταποκριτὴς μας πληροφορεῖ ὅτι κατὰ τὴν χθεσινὴν συνεδρίασιν ἀπεφασίσθη ὅπως αἱ ἐργασίαι συνεχισθοῦν ἀπὸ τῆς προσεχοῦς ἑβδομάδος. Ἡ κυβέρνησις ἐξέδωσεν ἀνακοινωθὲν διὰ τοῦ ὁποίου τονίζεται ὅτι τὰ μέτρα θὰ ἐφαρμοσθοῦν ἀμέσως. Κατὰ πληροφορίας ἐκ τῆς πρωτευούσης, αἱ διαπραγματεύσεις συνεχίζονται μὲ ἐπιτυχίαν καὶ ἀναμένεται ὅτι θὰ ὁλοκληρωθοῦν ἐντὸς τῶν προσεχῶν ἡμερῶν. Οἱ ἀντιπρόσωποι ἐδήλωσαν ὅτι ἡ συνεργασία θὰ συνεχισθῇ ἐπὶ τῇ βάσει τῶν ἀρχῶν τοῦ Χάρτου. ΔΡΑΣΤΙΚΗΝ ΕΝΕΡΓΕΙΑΝ ΚΑΤΑ ΤΗΣ ΙΑΡΑΣ ΕΙΝΑΙ ΠΑΡΑΤΕΤΑΜΕΝΗΣ ΑΠΟΤΕΛΕΣΜΑΤΙΚΟΤΗΤΟΣ ΑΘΗΝΑΙ, 12.— Ὁ ἀνταποκριτὴς μας πληροφορεῖ ὅτι κατὰ τὴν χθεσινὴν συνεδρίασιν ἀπεφασίσθη ὅπως αἱ ἐργασίαι συνεχισθοῦν ἀπὸ τῆς προσεχοῦς ἑβδομάδος. Ἡ κυβέρνησις ἐξέδωσεν ἀνακοινωθὲν διὰ τοῦ ὁποίου τονίζεται ὅτι τὰ μέτρα θὰ ἐφαρμοσθοῦν ἀμέσως. Κατὰ πληροφορίας ἐκ τῆς πρωτευούσης, αἱ διαπραγματεύσεις συνεχίζονται μὲ ἐπιτυχίαν καὶ ἀναμένεται ὅτι θὰ ὁλοκληρωθοῦν ἐντὸς τῶν προσεχῶν ἡμερῶν. Οἱ ἀντιπρόσωποι ἐδήλωσαν ὅτι ἡ συνεργασία θὰ συνεχισθῇ ἐπὶ τῇ βάσει τῶν ἀρχῶν τοῦ Χάρτου. ΑΘΗΝΑΙ, 12.— Ὁ ἀνταποκριτὴς μας πληροφορεῖ ὅτι κατὰ τὴν χθεσινὴν συνεδρίασιν ἀπεφασίσθη ὅπως αἱ ἐργασίαι συνεχισθοῦν ἀπὸ τῆς προσεχοῦς ἑβδομάδος. Ἡ κυβέρνησις ἐξέδωσεν ἀνακοινωθὲν διὰ τοῦ ὁποίου τονίζεται ὅτι τὰ μέτρα θὰ ἐφαρμοσθοῦν ἀμέσως. Κατὰ πληροφορίας ἐκ τῆς πρωτευούσης, αἱ διαπραγματεύσεις συνεχίζονται μὲ ἐπιτυχίαν καὶ ἀναμένεται ὅτι θὰ ὁλοκληρωθοῦν ἐντὸς τῶν προσεχῶν ἡμερῶν. Οἱ ἀντιπρόσωποι ἐδήλωσαν ὅτι ἡ συνεργασία θὰ συνεχισθῇ ἐπὶ τῇ βάσει τῶν ἀρχῶν τοῦ Χάρτου. ΑΘΗΝΑΙ, 12.— Ὁ ἀνταποκριτὴς μας πληροφορεῖ ὅτι κατὰ τὴν χθεσινὴν συνεδρίασιν ἀπεφασίσθη ὅπως αἱ ἐργασίαι συνεχισθοῦν ἀπὸ τῆς προσεχοῦς ἑβδομάδος. Ἡ κυβέρνησις ἐξέδωσεν ἀνακοινωθὲν διὰ τοῦ ὁποίου τονίζεται ὅτι τὰ μέτρα θὰ ἐφαρμοσθοῦν ἀμέσως. Κατὰ πληροφορίας ἐκ τῆς πρωτευούσης, αἱ διαπραγματεύσεις συνεχίζονται μὲ ἐπιτυχίαν καὶ ἀναμένεται ὅτι θὰ ὁλοκληρωθοῦν ἐντὸς τῶν προσεχῶν ἡμερῶν. Οἱ ἀντιπρόσωποι ἐδήλωσαν ὅτι ἡ συνεργασία θὰ συνεχισθῇ ἐπὶ τῇ βάσει τῶν ἀρχῶν τοῦ Χάρτου. ΑΘΗΝΑΙ, 12.— Ὁ ἀνταποκριτὴς μας πληροφορεῖ ὅτι κατὰ τὴν χθεσινὴν συνεδρίασιν ἀπεφασίσθη ὅπως αἱ ἐργασίαι συνεχισθοῦν ἀπὸ τῆς προσεχοῦς ἑβδομάδος. Ἡ κυβέρνησις ἐξέδωσεν ἀνακοινωθὲν διὰ τοῦ ὁποίου τονίζεται ὅτι τὰ μέτρα θὰ ἐφαρμοσθοῦν ἀμέσως. Κατὰ πληροφορίας ἐκ τῆς πρωτευούσης, αἱ διαπραγματεύσεις συνεχίζονται μὲ ἐπιτυχίαν καὶ ἀναμένεται ὅτι θὰ ὁλοκληρωθοῦν ἐντὸς τῶν προσεχῶν ἡμερῶν. Οἱ ἀντιπρόσωποι ἐδήλωσαν ὅτι ἡ συνεργασία θὰ συνεχισθῇ ἐπὶ τῇ βάσει τῶν ἀρχῶν τοῦ Χάρτου. ΑΘΗΝΑΙ, 12.— Ὁ ἀνταποκριτὴς μας πληροφορεῖ ὅτι κατὰ τὴν χθεσινὴν συνεδρίασιν ἀπεφασίσθη ὅπως αἱ ἐργασίαι συνεχισθοῦν ἀπὸ τῆς προσεχοῦς ἑβδομάδος. Ἡ κυβέρνησις ἐξέδωσεν ἀνακοινωθὲν διὰ τοῦ ὁποίου τονίζεται ὅτι τὰ μέτρα θὰ ἐφαρμοσθοῦν ἀμέσως. Κατὰ πληροφορίας ἐκ τῆς πρωτευούσης, αἱ διαπραγματεύσεις συνεχίζονται μὲ ἐπιτυχίαν καὶ ἀναμένεται ὅτι θὰ ὁλοκληρωθοῦν ἐντὸς τῶν προσεχῶν ἡμερῶν. Οἱ ἀντιπρόσωποι ἐδήλωσαν ὅτι ἡ συνεργασία θὰ συνεχισθῇ ἐπὶ τῇ βάσει τῶν ἀρχῶν τοῦ Χάρτου. ΑΙ ΗΝ. ΠΟΛΙΤΕΙΑΙ ΑΝΑΛΑΜΒΑΝΟΥΝ ΤΗΝ ΕΚΠΑΙΔΕΥΣΙΝ ΚΑΙ ΤΟΝ ΕΦΟΔΙΑΣΜΟΝ ΤΟΥ ΣΤΡΑΤΟΥ ΤΟΥ ΒΙΕΤΝΑΜ ΔΕΝ ΘΑ ΑΠΟΣΤΑΛΟΥΝ ΑΜΕΡΙΚΑΝΙΚΑ ΣΤΡΑΤΕΥΜΑΤΑ ΑΘΗΝΑΙ, 12.— Ὁ ἀνταποκριτὴς μας πληροφορεῖ ὅτι κατὰ τὴν χθεσινὴν συνεδρίασιν ἀπεφασίσθη ὅπως αἱ ἐργασίαι συνεχισθοῦν ἀπὸ τῆς προσεχοῦς ἑβδομάδος. Ἡ κυβέρνησις ἐξέδωσεν ἀνακοινωθὲν διὰ τοῦ ὁποίου τονίζεται ὅτι τὰ μέτρα θὰ ἐφαρμοσθοῦν ἀμέσως. Κατὰ πληροφορίας ἐκ τῆς πρωτευούσης, αἱ διαπραγματεύσεις συνεχίζονται μὲ ἐπιτυχίαν καὶ ἀναμένεται ὅτι θὰ ὁλοκληρωθοῦν ἐντὸς τῶν προσεχῶν ἡμερῶν. Οἱ ἀντιπρόσωποι ἐδήλωσαν ὅτι ἡ συνεργασία θὰ συνεχισθῇ ἐπὶ τῇ βάσει τῶν ἀρχῶν τοῦ Χάρτου. ΑΘΗΝΑΙ, 12.— Ὁ ἀνταποκριτὴς μας πληροφορεῖ ὅτι κατὰ τὴν χθεσινὴν συνεδρίασιν ἀπεφασίσθη ὅπως αἱ ἐργασίαι συνεχισθοῦν ἀπὸ τῆς προσεχοῦς ἑβδομάδος. Ἡ κυβέρνησις ἐξέδωσεν ἀνακοινωθὲν διὰ τοῦ ὁποίου τονίζεται ὅτι τὰ μέτρα θὰ ἐφαρμοσθοῦν ἀμέσως. Κατὰ πληροφορίας ἐκ τῆς πρωτευούσης, αἱ διαπραγματεύσεις συνεχίζονται μὲ ἐπιτυχίαν καὶ ἀναμένεται ὅτι θὰ ὁλοκληρωθοῦν ἐντὸς τῶν προσεχῶν ἡμερῶν. Οἱ ἀντιπρόσωποι ἐδήλωσαν ὅτι ἡ συνεργασία θὰ συνεχισθῇ ἐπὶ τῇ βάσει τῶν ἀρχῶν τοῦ Χάρτου. ΑΘΗΝΑΙ, 12.— Ὁ ἀνταποκριτὴς μας πληροφορεῖ ὅτι κατὰ τὴν χθεσινὴν συνεδρίασιν ἀπεφασίσθη ὅπως αἱ ἐργασίαι συνεχισθοῦν ἀπὸ τῆς προσεχοῦς ἑβδομάδος. Ἡ κυβέρνησις ἐξέδωσεν ἀνακοινωθὲν διὰ τοῦ ὁποίου τονίζεται ὅτι τὰ μέτρα θὰ ἐφαρμοσθοῦν ἀμέσως. Κατὰ πληροφορίας ἐκ τῆς πρωτευούσης, αἱ διαπραγματεύσεις συνεχίζονται μὲ ἐπιτυχίαν καὶ ἀναμένεται ὅτι θὰ ὁλοκληρωθοῦν ἐντὸς τῶν προσεχῶν ἡμερῶν. Οἱ ἀντιπρόσωποι ἐδήλωσαν ὅτι ἡ συνεργασία θὰ συνεχισθῇ ἐπὶ τῇ βάσει τῶν ἀρχῶν τοῦ Χάρτου. ΑΘΗΝΑΙ, 12.— Ὁ ἀνταποκριτὴς μας πληροφορεῖ ὅτι κατὰ τὴν χθεσινὴν συνεδρίασιν ἀπεφασίσθη ὅπως αἱ ἐργασίαι συνεχισθοῦν ἀπὸ τῆς προσεχοῦς ἑβδομάδος. Ἡ κυβέρνησις ἐξέδωσεν ἀνακοινωθὲν διὰ τοῦ ὁποίου τονίζεται ὅτι τὰ μέτρα θὰ ἐφαρμοσθοῦν ἀμέσως. Κατὰ πληροφορίας ἐκ τῆς πρωτευούσης, αἱ διαπραγματεύσεις συνεχίζονται μὲ ἐπιτυχίαν καὶ ἀναμένεται ὅτι θὰ ὁλοκληρωθοῦν ἐντὸς τῶν προσεχῶν ἡμερῶν. Οἱ ἀντιπρόσωποι ἐδήλωσαν ὅτι ἡ συνεργασία θὰ συνεχισθῇ ἐπὶ τῇ βάσει τῶν ἀρχῶν τοῦ Χάρτου. ΤΟ ΙΣΤ' ΣΥΝΕΔΡΙΟΝ ΤΟΥ Κ. Κ. ΤΗΣ ΓΑΛΛΙΑΣ ΣΥΝΕΧΙΖΕΙ ΤΑΣ ΕΡΓΑΣΙΑΣ ΤΟΥ ΕΙΣ ΣΑΙΝ ΝΤΕΝΙ ΑΘΗΝΑΙ, 12.— Ὁ ἀνταποκριτὴς μας πληροφορεῖ ὅτι κατὰ τὴν χθεσινὴν συνεδρίασιν ἀπεφασίσθη ὅπως αἱ ἐργασίαι συνεχισθοῦν ἀπὸ τῆς προσεχοῦς ἑβδομάδος. Ἡ κυβέρνησις ἐξέδωσεν ἀνακοινωθὲν διὰ τοῦ ὁποίου τονίζεται ὅτι τὰ μέτρα θὰ ἐφαρμοσθοῦν ἀμέσως. Κατὰ πληροφορίας ἐκ τῆς πρωτευούσης, αἱ διαπραγματεύσεις συνεχίζονται μὲ ἐπιτυχίαν καὶ ἀναμένεται ὅτι θὰ ὁλοκληρωθοῦν ἐντὸς τῶν προσεχῶν ἡμερῶν. Οἱ ἀντιπρόσωποι ἐδήλωσαν ὅτι ἡ συνεργασία θὰ συνεχισθῇ ἐπὶ τῇ βάσει τῶν ἀρχῶν τοῦ Χάρτου. ΑΘΗΝΑΙ, 12.— Ὁ ἀνταποκριτὴς μας πληροφορεῖ ὅτι κατὰ τὴν χθεσινὴν συνεδρίασιν ἀπεφασίσθη ὅπως αἱ ἐργασίαι συνεχισθοῦν ἀπὸ τῆς προσεχοῦς ἑβδομάδος. Ἡ κυβέρνησις ἐξέδωσεν ἀνακοινωθὲν διὰ τοῦ ὁποίου τονίζεται ὅτι τὰ μέτρα θὰ ἐφαρμοσθοῦν ἀμέσως. Κατὰ πληροφορίας ἐκ τῆς πρωτευούσης, αἱ διαπραγματεύσεις συνεχίζονται μὲ ἐπιτυχίαν καὶ ἀναμένεται ὅτι θὰ ὁλοκληρωθοῦν ἐντὸς τῶν προσεχῶν ἡμερῶν. Οἱ ἀντιπρόσωποι ἐδήλωσαν ὅτι ἡ συνεργασία θὰ συνεχισθῇ ἐπὶ τῇ βάσει τῶν ἀρχῶν τοῦ Χάρτου. ΑΙ ΟΙΚΟΓΕΝΕΙΑΙ ΕΞΟΡΙΣΤΩΝ ΔΙΑΜΑΡΤΥΡΟΝΤΑΙ ΔΙΑ ΤΗΝ ΚΑΚΟΠΟΙΗΣΙΝ ΠΟΛΛΩΝ ΜΕΛΩΝ ΤΩΝ ΑΘΗΝΑΙ, 12.— Ὁ ἀνταποκριτὴς μας πληροφορεῖ ὅτι κατὰ τὴν χθεσινὴν συνεδρίασιν ἀπεφασίσθη ὅπως αἱ ἐργασίαι συνεχισθοῦν ἀπὸ τῆς προσεχοῦς ἑβδομάδος. Ἡ κυβέρνησις ἐξέδωσεν ἀνακοινωθὲν διὰ τοῦ ὁποίου τονίζεται ὅτι τὰ μέτρα θὰ ἐφαρμοσθοῦν ἀμέσως. Κατὰ πληροφορίας ἐκ τῆς πρωτευούσης, αἱ διαπραγματεύσεις συνεχίζονται μὲ ἐπιτυχίαν καὶ ἀναμένεται ὅτι θὰ ὁλοκληρωθοῦν ἐντὸς τῶν προσεχῶν ἡμερῶν. Οἱ ἀντιπρόσωποι ἐδήλωσαν ὅτι ἡ συνεργασία θὰ συνεχισθῇ ἐπὶ τῇ βάσει τῶν ἀρχῶν τοῦ Χάρτου. ΑΘΗΝΑΙ, 12.— Ὁ ἀνταποκριτὴς μας πληροφορεῖ ὅτι κατὰ τὴν χθεσινὴν συνεδρίασιν ἀπεφασίσθη ὅπως αἱ ἐργασίαι συνεχισθοῦν ἀπὸ τῆς προσεχοῦς ἑβδομάδος. Ἡ κυβέρνησις ἐξέδωσεν ἀνακοινωθὲν διὰ τοῦ ὁποίου τονίζεται ὅτι τὰ μέτρα θὰ ἐφαρμοσθοῦν ἀμέσως. Κατὰ πληροφορίας ἐκ τῆς πρωτευούσης, αἱ διαπραγματεύσεις συνεχίζονται μὲ ἐπιτυχίαν καὶ ἀναμένεται ὅτι θὰ ὁλοκληρωθοῦν ἐντὸς τῶν προσεχῶν ἡμερῶν. Οἱ ἀντιπρόσωποι ἐδήλωσαν ὅτι ἡ συνεργασία θὰ συνεχισθῇ ἐπὶ τῇ βάσει τῶν ἀρχῶν τοῦ Χάρτου. ΟΥΔΕΜΙΑ ΣΑΦΗΣ ΠΡΟΒΛΕΨΙΣ ΔΥΝΑΤΑΙ ΝΑ ΓΙΝΗ ΠΕΡΙ ΤΗΣ ΜΟΡΦΗΣ ΚΑΙ ΕΚΤΑΣΕΩΣ ΤΗΣ ΒΟΗΘΕΙΑΣ ΑΘΗΝΑΙ, 12.— Ὁ ἀνταποκριτὴς μας πληροφορεῖ ὅτι κατὰ τὴν χθεσινὴν συνεδρίασιν ἀπεφασίσθη ὅπως αἱ ἐργασίαι συνεχισθοῦν ἀπὸ τῆς προσεχοῦς ἑβδομάδος. Ἡ κυβέρνησις ἐξέδωσεν ἀνακοινωθὲν διὰ τοῦ ὁποίου τονίζεται ὅτι τὰ μέτρα θὰ ἐφαρμοσθοῦν ἀμέσως. Κατὰ πληροφορίας ἐκ τῆς πρωτευούσης, αἱ διαπραγματεύσεις συνεχίζονται μὲ ἐπιτυχίαν καὶ ἀναμένεται ὅτι θὰ ὁλοκληρωθοῦν ἐντὸς τῶν προσεχῶν ἡμερῶν. Οἱ ἀντιπρόσωποι ἐδήλωσαν ὅτι ἡ συνεργασία θὰ συνεχισθῇ ἐπὶ τῇ βάσει τῶν ἀρχῶν τοῦ Χάρτου. ΑΘΗΝΑΙ, 12.— Ὁ ἀνταποκριτὴς μας πληροφορεῖ ὅτι κατὰ τὴν χθεσινὴν συνεδρίασιν ἀπεφασίσθη ὅπως αἱ ἐργασίαι συνεχισθοῦν ἀπὸ τῆς προσεχοῦς ἑβδομάδος. Ἡ κυβέρνησις ἐξέδωσεν ἀνακοινωθὲν διὰ τοῦ ὁποίου τονίζεται ὅτι τὰ μέτρα θὰ ἐφαρμοσθοῦν ἀμέσως. Κατὰ πληροφορίας ἐκ τῆς πρωτευούσης, αἱ διαπραγματεύσεις συνεχίζονται μὲ ἐπιτυχίαν καὶ ἀναμένεται ὅτι θὰ ὁλοκληρωθοῦν ἐντὸς τῶν προσεχῶν ἡμερῶν. Οἱ ἀντιπρόσωποι ἐδήλωσαν ὅτι ἡ συνεργασία θὰ συνεχισθῇ ἐπὶ τῇ βάσει τῶν ἀρχῶν τοῦ Χάρτου. ΠΩΣ ΕΞΗΠΑΤΩΝ ΟΙ ΧΙΤΛΕΡΙΚΟΙ ΤΟΝ ΔΙΕΘΝΗ ΕΡΥΘΡΟΝ ΣΤΑΥΡΟΝ ΜΕ ΤΗΝ "ΠΡΟΘΗΚΗΝ" ΕΙΣ ΠΡΑΓΑΝ ΑΘΗΝΑΙ, 12.— Ὁ ἀνταποκριτὴς μας πληροφορεῖ ὅτι κατὰ τὴν χθεσινὴν συνεδρίασιν ἀπεφασίσθη ὅπως αἱ ἐργασίαι συνεχισθοῦν ἀπὸ τῆς προσεχοῦς ἑβδομάδος. Ἡ κυβέρνησις ἐξέδωσεν ἀνακοινωθὲν διὰ τοῦ ὁποίου τονίζεται ὅτι τὰ μέτρα θὰ ἐφαρμοσθοῦν ἀμέσως. Κατὰ πληροφορίας ἐκ τῆς πρωτευούσης, αἱ διαπραγματεύσεις συνεχίζονται μὲ ἐπιτυχίαν καὶ ἀναμένεται ὅτι θὰ ὁλοκληρωθοῦν ἐντὸς τῶν προσεχῶν ἡμερῶν. Οἱ ἀντιπρόσωποι ἐδήλωσαν ὅτι ἡ συνεργασία θὰ συνεχισθῇ ἐπὶ τῇ βάσει τῶν ἀρχῶν τοῦ Χάρτου. ΑΘΗΝΑΙ, 12.— Ὁ ἀνταποκριτὴς μας πληροφορεῖ ὅτι κατὰ τὴν χθεσινὴν συνεδρίασιν ἀπεφασίσθη ὅπως αἱ ἐργασίαι συνεχισθοῦν ἀπὸ τῆς προσεχοῦς ἑβδομάδος. Ἡ κυβέρνησις ἐξέδωσεν ἀνακοινωθὲν διὰ τοῦ ὁποίου τονίζεται ὅτι τὰ μέτρα θὰ ἐφαρμοσθοῦν ἀμέσως. Κατὰ πληροφορίας ἐκ τῆς πρωτευούσης, αἱ διαπραγματεύσεις συνεχίζονται μὲ ἐπιτυχίαν καὶ ἀναμένεται ὅτι θὰ ὁλοκληρωθοῦν ἐντὸς τῶν προσεχῶν ἡμερῶν. Οἱ ἀντιπρόσωποι ἐδήλωσαν ὅτι ἡ συνεργασία θὰ συνεχισθῇ ἐπὶ τῇ βάσει τῶν ἀρχῶν τοῦ Χάρτου. ΑΘΗΝΑΙ, 12.— Ὁ ἀνταποκριτὴς μας πληροφορεῖ ὅτι κατὰ τὴν χθεσινὴν συνεδρίασιν ἀπεφασίσθη ὅπως αἱ ἐργασίαι συνεχισθοῦν ἀπὸ τῆς προσεχοῦς ἑβδομάδος. Ἡ κυβέρνησις ἐξέδωσεν ἀνακοινωθὲν διὰ τοῦ ὁποίου τονίζεται ὅτι τὰ μέτρα θὰ ἐφαρμοσθοῦν ἀμέσως. Κατὰ πληροφορίας ἐκ τῆς πρωτευούσης, αἱ διαπραγματεύσεις συνεχίζονται μὲ ἐπιτυχίαν καὶ ἀναμένεται ὅτι θὰ ὁλοκληρωθοῦν ἐντὸς τῶν προσεχῶν ἡμερῶν. Οἱ ἀντιπρόσωποι ἐδήλωσαν ὅτι ἡ συνεργασία θὰ συνεχισθῇ ἐπὶ τῇ βάσει τῶν ἀρχῶν τοῦ Χάρτου. ΑΘΗΝΑΙ, 12.— Ὁ ἀνταποκριτὴς μας πληροφορεῖ ὅτι κατὰ τὴν χθεσινὴν συνεδρίασιν ἀπεφασίσθη ὅπως αἱ ἐργασίαι συνεχισθοῦν ἀπὸ τῆς προσεχοῦς ἑβδομάδος. Ἡ κυβέρνησις ἐξέδωσεν ἀνακοινωθὲν διὰ τοῦ ὁποίου τονίζεται ὅτι τὰ μέτρα θὰ ἐφαρμοσθοῦν ἀμέσως. Κατὰ πληροφορίας ἐκ τῆς πρωτευούσης, αἱ διαπραγματεύσεις συνεχίζονται μὲ ἐπιτυχίαν καὶ ἀναμένεται ὅτι θὰ ὁλοκληρωθοῦν ἐντὸς τῶν προσεχῶν ἡμερῶν. Οἱ ἀντιπρόσωποι ἐδήλωσαν ὅτι ἡ συνεργασία θὰ συνεχισθῇ ἐπὶ τῇ βάσει τῶν ἀρχῶν τοῦ Χάρτου. ΑΘΗΝΑΙ, 12.— Ὁ ἀνταποκριτὴς μας πληροφορεῖ ὅτι κατὰ τὴν χθεσινὴν συνεδρίασιν ἀπεφασίσθη ὅπως αἱ ἐργασίαι συνεχισθοῦν ἀπὸ τῆς προσεχοῦς ἑβδομάδος. Ἡ κυβέρνησις ἐξέδωσεν ἀνακοινωθὲν διὰ τοῦ ὁποίου τονίζεται ὅτι τὰ μέτρα θὰ ἐφαρμοσθοῦν ἀμέσως. Κατὰ πληροφορίας ἐκ τῆς πρωτευούσης, αἱ διαπραγματεύσεις συνεχίζονται μὲ ἐπιτυχίαν καὶ ἀναμένεται ὅτι θὰ ὁλοκληρωθοῦν ἐντὸς τῶν προσεχῶν ἡμερῶν. Οἱ ἀντιπρόσωποι ἐδήλωσαν ὅτι ἡ συνεργασία θὰ συνεχισθῇ ἐπὶ τῇ βάσει τῶν ἀρχῶν τοῦ Χάρτου. ΑΘΗΝΑΙ, 12.— Ὁ ἀνταποκριτὴς μας πληροφορεῖ ὅτι κατὰ τὴν χθεσινὴν συνεδρίασιν ἀπεφασίσθη ὅπως αἱ ἐργασίαι συνεχισθοῦν ἀπὸ τῆς προσεχοῦς ἑβδομάδος. Ἡ κυβέρνησις ἐξέδωσεν ἀνακοινωθὲν διὰ τοῦ ὁποίου τονίζεται ὅτι τὰ μέτρα θὰ ἐφαρμοσθοῦν ἀμέσως. Κατὰ πληροφορίας ἐκ τῆς πρωτευούσης, αἱ διαπραγματεύσεις συνεχίζονται μὲ ἐπιτυχίαν καὶ ἀναμένεται ὅτι θὰ ὁλοκληρωθοῦν ἐντὸς τῶν προσεχῶν ἡμερῶν. Οἱ ἀντιπρόσωποι ἐδήλωσαν ὅτι ἡ συνεργασία θὰ συνεχισθῇ ἐπὶ τῇ βάσει τῶν ἀρχῶν τοῦ Χάρτου.	[444, 16, 973, 1923]
headline: ΝΗΟΦΙΑΝ ΥΠΕΣΤΗ ΓΙΟΥΓΚΟΣΛΑΒΙΚΟΝ ΑΠΟ ΓΑΛΛΙΚΑ ΠΟΛΕΜΙΚΑ	[457, 881, 602, 921]
headline: ΟΙ ΠΟΡΤΟΓΑΛΟΙ ΟΜΙΛΟΥΝ ΠΕΡΙ ΕΙΣΒΟΛΗΣ	[1221, 90, 1513, 107]
headline: «ΗΝΩΜΕΝΑΙ ΠΟΛΙΤΕΙΑΙ ΤΟΥ ΚΟΓΚΟ» ΠΡΟΒΛΕΠΕΤΑΙ ΝΑ ΣΥΣΤΑΘΟΥΝ ΔΙΑ ΝΕΟΥ ΣΥΝΤΑΓΜΑΤΙΚΟΥ ΧΑΡΤΟΥ	[52, 16, 394, 69]
headline: ΑΙ ΟΙΚΟΓΕΝΕΙΑΙ ΕΞΟΡΙΣΤΩΝ ΔΙΑΜΑΡΤΥΡΟΝΤΑΙ ΔΙΑ ΤΗΝ ΚΑΚΟΠΟΙΗΣΙΝ ΠΟΛΛΩΝ ΜΕΛΩΝ ΤΩΝ	[624, 924, 972, 955]
headline: ΕΜΒΡΥΟΝ ΕΖΗΣΕΝ ΕΠΙ 60 ΗΜΕΡΑΣ ΕΚΤΟΣ ΤΗΣ ΚΟΙΛΙΑΣ ΤΗΣ ΜΗΤΡΟΣ	[993, 1014, 1166, 1053]
column-right: ΕΙΣ ΑΓΚΟΛΑΝ ΔΥΝΑΜΕΙΣ ΕΠΑΝΑΣΤΑΤΩΝ ΣΥΓΚΕΝΤΡΟΥΝΤΑΙ ΠΕΡΙ ΤΗΝ ΠΡΩΤΕΥΟΥΣΑΝ ΟΙ ΠΟΡΤΟΓΑΛΟΙ ΟΜΙΛΟΥΝ ΠΕΡΙ ΕΙΣΒΟΛΗΣ ΑΘΗΝΑΙ, 12.— Ὁ ἀνταποκριτὴς μας πληροφορεῖ ὅτι κατὰ τὴν χθεσινὴν συνεδρίασιν ἀπεφασίσθη ὅπως αἱ ἐργασίαι συνεχισθοῦν ἀπὸ τῆς προσεχοῦς ἑβδομάδος. Ἡ κυβέρνησις ἐξέδωσεν ἀνακοινωθὲν διὰ τοῦ ὁποίου τονίζεται ὅτι τὰ μέτρα θὰ ἐφαρμοσθοῦν ἀμέσως. Κατὰ πληροφορίας ἐκ τῆς πρωτευούσης, αἱ διαπραγματεύσεις συνεχίζονται μὲ ἐπιτυχίαν καὶ ἀναμένεται ὅτι θὰ ὁλοκληρωθοῦν ἐντὸς τῶν προσεχῶν ἡμερῶν. Οἱ ἀντιπρόσωποι ἐδήλωσαν ὅτι ἡ συνεργασία θὰ συνεχισθῇ ἐπὶ τῇ βάσει τῶν ἀρχῶν τοῦ Χάρτου. ΑΘΗΝΑΙ, 12.— Ὁ ἀνταποκριτὴς μας πληροφορεῖ ὅτι κατὰ τὴν χθεσινὴν συνεδρίασιν ἀπεφασίσθη ὅπως αἱ ἐργασίαι συνεχισθοῦν ἀπὸ τῆς προσεχοῦς ἑβδομάδος. Ἡ κυβέρνησις ἐξέδωσεν ἀνακοινωθὲν διὰ τοῦ ὁποίου τονίζεται ὅτι τὰ μέτρα θὰ ἐφαρμοσθοῦν ἀμέσως. Κατὰ πληροφορίας ἐκ τῆς πρωτευούσης, αἱ διαπραγματεύσεις συνεχίζονται μὲ ἐπιτυχίαν καὶ ἀναμένεται ὅτι θὰ ὁλοκληρωθοῦν ἐντὸς τῶν προσεχῶν ἡμερῶν. Οἱ ἀντιπρόσωποι ἐδήλωσαν ὅτι ἡ συνεργασία θὰ συνεχισθῇ ἐπὶ τῇ βάσει τῶν ἀρχῶν τοῦ Χάρτου. ΕΒΛΑΒΗ ΑΕΡΟΠΛΑΝΟΝ ΑΘΗΝΑΙ, 12.— Ὁ ἀνταποκριτὴς μας πληροφορεῖ ὅτι κατὰ τὴν χθεσινὴν συνεδρίασιν ἀπεφασίσθη ὅπως αἱ ἐργασίαι συνεχισθοῦν ἀπὸ τῆς προσεχοῦς ἑβδομάδος. Ἡ κυβέρνησις ἐξέδωσεν ἀνακοινωθὲν διὰ τοῦ ὁποίου τονίζεται ὅτι τὰ μέτρα θὰ ἐφαρμοσθοῦν ἀμέσως. Κατὰ πληροφορίας ἐκ τῆς πρωτευούσης, αἱ διαπραγματεύσεις συνεχίζονται μὲ ἐπιτυχίαν καὶ ἀναμένεται ὅτι θὰ ὁλοκληρωθοῦν ἐντὸς τῶν προσεχῶν ἡμερῶν. Οἱ ἀντιπρόσωποι ἐδήλωσαν ὅτι ἡ συνεργασία θὰ συνεχισθῇ ἐπὶ τῇ βάσει τῶν ἀρχῶν τοῦ Χάρτου. ΑΙ ΑΥΤΟΜΑΤΩΝ ΟΠΛΩΝ ΑΘΗΝΑΙ, 12.— Ὁ ἀνταποκριτὴς μας πληροφορεῖ ὅτι κατὰ τὴν χθεσινὴν συνεδρίασιν ἀπεφασίσθη ὅπως αἱ ἐργασίαι συνεχισθοῦν ἀπὸ τῆς προσεχοῦς ἑβδομάδος. Ἡ κυβέρνησις ἐξέδωσεν ἀνακοινωθὲν διὰ τοῦ ὁποίου τονίζεται ὅτι τὰ μέτρα θὰ ἐφαρμοσθοῦν ἀμέσως. Κατὰ πληροφορίας ἐκ τῆς πρωτευούσης, αἱ διαπραγματεύσεις συνεχίζονται μὲ ἐπιτυχίαν καὶ ἀναμένεται ὅτι θὰ ὁλοκληρωθοῦν ἐντὸς τῶν προσεχῶν ἡμερῶν. Οἱ ἀντιπρόσωποι ἐδήλωσαν ὅτι ἡ συνεργασία θὰ συνεχισθῇ ἐπὶ τῇ βάσει τῶν ἀρχῶν τοῦ Χάρτου. ΑΘΗΝΑΙ, 12.— Ὁ ἀνταποκριτὴς μας πληροφορεῖ ὅτι κατὰ τὴν χθεσινὴν συνεδρίασιν ἀπεφασίσθη ὅπως αἱ ἐργασίαι συνεχισθοῦν ἀπὸ τῆς προσεχοῦς ἑβδομάδος. Ἡ κυβέρνησις ἐξέδωσεν ἀνακοινωθὲν διὰ τοῦ ὁποίου τονίζεται ὅτι τὰ μέτρα θὰ ἐφαρμοσθοῦν ἀμέσως. Κατὰ πληροφορίας ἐκ τῆς πρωτευούσης, αἱ διαπραγματεύσεις συνεχίζονται μὲ ἐπιτυχίαν καὶ ἀναμένεται ὅτι θὰ ὁλοκληρωθοῦν ἐντὸς τῶν προσεχῶν ἡμερῶν. Οἱ ἀντιπρόσωποι ἐδήλωσαν ὅτι ἡ συνεργασία θὰ συνεχισθῇ ἐπὶ τῇ βάσει τῶν ἀρχῶν τοῦ Χάρτου. Η ΓΚΑΝΑΙΟΙ ΑΘΗΝΑΙ, 12.— Ὁ ἀνταποκριτὴς μας πληροφορεῖ ὅτι κατὰ τὴν χθεσινὴν συνεδρίασιν ἀπεφασίσθη ὅπως αἱ ἐργασίαι συνεχισθοῦν ἀπὸ τῆς προσεχοῦς ἑβδομάδος. Ἡ κυβέρνησις ἐξέδωσεν ἀνακοινωθὲν διὰ τοῦ ὁποίου τονίζεται ὅτι τὰ μέτρα θὰ ἐφαρμοσθοῦν ἀμέσως. Κατὰ πληροφορίας ἐκ τῆς πρωτευούσης, αἱ διαπραγματεύσεις συνεχίζονται μὲ ἐπιτυχίαν καὶ ἀναμένεται ὅτι θὰ ὁλοκληρωθοῦν ἐντὸς τῶν προσεχῶν ἡμερῶν. Οἱ ἀντιπρόσωποι ἐδήλωσαν ὅτι ἡ συνεργασία θὰ συνεχισθῇ ἐπὶ τῇ βάσει τῶν ἀρχῶν τοῦ Χάρτου. Η ΑΠΑΝΤΗΣΙΣ ΤΟΥ ΣΑΛΑΖΑΡ ΑΘΗΝΑΙ, 12.— Ὁ ἀνταποκριτὴς μας πληροφορεῖ ὅτι κατὰ τὴν χθεσινὴν συνεδρίασιν ἀπεφασίσθη ὅπως αἱ ἐργασίαι συνεχισθοῦν ἀπὸ τῆς προσεχοῦς ἑβδομάδος. Ἡ κυβέρνησις ἐξέδωσεν ἀνακοινωθὲν διὰ τοῦ ὁποίου τονίζεται ὅτι τὰ μέτρα θὰ ἐφαρμοσθοῦν ἀμέσως. Κατὰ πληροφορίας ἐκ τῆς πρωτευούσης, αἱ διαπραγματεύσεις συνεχίζονται μὲ ἐπιτυχίαν καὶ ἀναμένεται ὅτι θὰ ὁλοκληρωθοῦν ἐντὸς τῶν προσεχῶν ἡμερῶν. Οἱ ἀντιπρόσωποι ἐδήλωσαν ὅτι ἡ συνεργασία θὰ συνεχισθῇ ἐπὶ τῇ βάσει τῶν ἀρχῶν τοῦ Χάρτου. Ο ΔΙΟΙΚΗΤΗΣ ΤΗΣ Ν. Α. ΠΤΕΡΥΓΟΣ ΤΟΥ ΝΑΤΟ ΕΠΕΣΚΕΦΘΗ ΜΟΝΑΔΑΣ ΤΩΝ ΙΩΑΝΝΙΝΩΝ ΚΑΙ ΕΜΕΙΝΕΝ ΑΠΟΛΥΤΩΣ ΕΝΘΟΥΣΙΑΣΜΕΝΟΣ ΑΘΗΝΑΙ, 12.— Ὁ ἀνταποκριτὴς μας πληροφορεῖ ὅτι κατὰ τὴν χθεσινὴν συνεδρίασιν ἀπεφασίσθη ὅπως αἱ ἐργασίαι συνεχισθοῦν ἀπὸ τῆς προσεχοῦς ἑβδομάδος. Ἡ κυβέρνησις ἐξέδωσεν ἀνακοινωθὲν διὰ τοῦ ὁποίου τονίζεται ὅτι τὰ μέτρα θὰ ἐφαρμοσθοῦν ἀμέσως. Κατὰ πληροφορίας ἐκ τῆς πρωτευούσης, αἱ διαπραγματεύσεις συνεχίζονται μὲ ἐπιτυχίαν καὶ ἀναμένεται ὅτι θὰ ὁλοκληρωθοῦν ἐντὸς τῶν προσεχῶν ἡμερῶν. Οἱ ἀντιπρόσωποι ἐδήλωσαν ὅτι ἡ συνεργασία θὰ συνεχισθῇ ἐπὶ τῇ βάσει τῶν ἀρχῶν τοῦ Χάρτου. ΑΘΗΝΑΙ, 12.— Ὁ ἀνταποκριτὴς μας πληροφορεῖ ὅτι κατὰ τὴν χθεσινὴν συνεδρίασιν ἀπεφασίσθη ὅπως αἱ ἐργασίαι συνεχισθοῦν ἀπὸ τῆς προσεχοῦς ἑβδομάδος. Ἡ κυβέρνησις ἐξέδωσεν ἀνακοινωθὲν διὰ τοῦ ὁποίου τονίζεται ὅτι τὰ μέτρα θὰ ἐφαρμοσθοῦν ἀμέσως. Κατὰ πληροφορίας ἐκ τῆς πρωτευούσης, αἱ διαπραγματεύσεις συνεχίζονται μὲ ἐπιτυχίαν καὶ ἀναμένεται ὅτι θὰ ὁλοκληρωθοῦν ἐντὸς τῶν προσεχῶν ἡμερῶν. Οἱ ἀντιπρόσωποι ἐδήλωσαν ὅτι ἡ συνεργασία θὰ συνεχισθῇ ἐπὶ τῇ βάσει τῶν ἀρχῶν τοῦ Χάρτου. ΑΘΗΝΑΙ, 12.— Ὁ ἀνταποκριτὴς μας πληροφορεῖ ὅτι κατὰ τὴν χθεσινὴν συνεδρίασιν ἀπεφασίσθη ὅπως αἱ ἐργασίαι συνεχισθοῦν ἀπὸ τῆς προσεχοῦς ἑβδομάδος. Ἡ κυβέρνησις ἐξέδωσεν ἀνακοινωθὲν διὰ τοῦ ὁποίου τονίζεται ὅτι τὰ μέτρα θὰ ἐφαρμοσθοῦν ἀμέσως. Κατὰ πληροφορίας ἐκ τῆς πρωτευούσης, αἱ διαπραγματεύσεις συνεχίζονται μὲ ἐπιτυχίαν καὶ ἀναμένεται ὅτι θὰ ὁλοκληρωθοῦν ἐντὸς τῶν προσεχῶν ἡμερῶν. Οἱ ἀντιπρόσωποι ἐδήλωσαν ὅτι ἡ συνεργασία θὰ συνεχισθῇ ἐπὶ τῇ βάσει τῶν ἀρχῶν τοῦ Χάρτου. ΑΘΗΝΑΙ, 12.— Ὁ ἀνταποκριτὴς μας πληροφορεῖ ὅτι κατὰ τὴν χθεσινὴν συνεδρίασιν ἀπεφασίσθη ὅπως αἱ ἐργασίαι συνεχισθοῦν ἀπὸ τῆς προσεχοῦς ἑβδομάδος. Ἡ κυβέρνησις ἐξέδωσεν ἀνακοινωθὲν διὰ τοῦ ὁποίου τονίζεται ὅτι τὰ μέτρα θὰ ἐφαρμοσθοῦν ἀμέσως. Κατὰ πληροφορίας ἐκ τῆς πρωτευούσης, αἱ διαπραγματεύσεις συνεχίζονται μὲ ἐπιτυχίαν καὶ ἀναμένεται ὅτι θὰ ὁλοκληρωθοῦν ἐντὸς τῶν προσεχῶν ἡμερῶν. Οἱ ἀντιπρόσωποι ἐδήλωσαν ὅτι ἡ συνεργασία θὰ συνεχισθῇ ἐπὶ τῇ βάσει τῶν ἀρχῶν τοῦ Χάρτου. ΑΘΗΝΑΙ, 12.— Ὁ ἀνταποκριτὴς μας πληροφορεῖ ὅτι κατὰ τὴν χθεσινὴν συνεδρίασιν ἀπεφασίσθη ὅπως αἱ ἐργασίαι συνεχισθοῦν ἀπὸ τῆς προσεχοῦς ἑβδομάδος. Ἡ κυβέρνησις ἐξέδωσεν ἀνακοινωθὲν διὰ τοῦ ὁποίου τονίζεται ὅτι τὰ μέτρα θὰ ἐφαρμοσθοῦν ἀμέσως. Κατὰ πληροφορίας ἐκ τῆς πρωτευούσης, αἱ διαπραγματεύσεις συνεχίζονται μὲ ἐπιτυχίαν καὶ ἀναμένεται ὅτι θὰ ὁλοκληρωθοῦν ἐντὸς τῶν προσεχῶν ἡμερῶν. Οἱ ἀντιπρόσωποι ἐδήλωσαν ὅτι ἡ συνεργασία θὰ συνεχισθῇ ἐπὶ τῇ βάσει τῶν ἀρχῶν τοῦ Χάρτου. ΑΘΗΝΑΙ, 12.— Ὁ ἀνταποκριτὴς μας πληροφορεῖ ὅτι κατὰ τὴν χθεσινὴν συνεδρίασιν ἀπεφασίσθη ὅπως αἱ ἐργασίαι συνεχισθοῦν ἀπὸ τῆς προσεχοῦς ἑβδομάδος. Ἡ κυβέρνησις ἐξέδωσεν ἀνακοινωθὲν διὰ τοῦ ὁποίου τονίζεται ὅτι τὰ μέτρα θὰ ἐφαρμοσθοῦν ἀμέσως. Κατὰ πληροφορίας ἐκ τῆς πρωτευούσης, αἱ διαπραγματεύσεις συνεχίζονται μὲ ἐπιτυχίαν καὶ ἀναμένεται ὅτι θὰ ὁλοκληρωθοῦν ἐντὸς τῶν προσεχῶν ἡμερῶν. Οἱ ἀντιπρόσωποι ἐδήλωσαν ὅτι ἡ συνεργασία θὰ συνεχισθῇ ἐπὶ τῇ βάσει τῶν ἀρχῶν τοῦ Χάρτου. 1068 ΣΚΑΦΗ ΧΩΡΗΤΙΚΟΤΗΤΟΣ 5.574.044 ΚΟΡΩΝ ΑΡΙΘΜΕΙ Ο ΕΛΛΗΝΙΚΟΣ ΕΜΠΟΡΙΚΟΣ ΣΤΟΛΟΣ ΚΑΙ ΠΡΟΒΛΕΠΕΤΑΙ ΝΑ ΚΑΘΕΞΗ ΤΗΝ 5ΗΝ ΘΕΣΙΝ ΑΘΗΝΑΙ, 12.— Ὁ ἀνταποκριτὴς μας πληροφορεῖ ὅτι κατὰ τὴν χθεσινὴν συνεδρίασιν ἀπεφασίσθη ὅπως αἱ ἐργασίαι συνεχισθοῦν ἀπὸ τῆς προσεχοῦς ἑβδομάδος. Ἡ κυβέρνησις ἐξέδωσεν ἀνακοινωθὲν διὰ τοῦ ὁποίου τονίζεται ὅτι τὰ μέτρα θὰ ἐφαρμοσθοῦν ἀμέσως. Κατὰ πληροφορίας ἐκ τῆς πρωτευούσης, αἱ διαπραγματεύσεις συνεχίζονται μὲ ἐπιτυχίαν καὶ ἀναμένεται ὅτι θὰ ὁλοκληρωθοῦν ἐντὸς τῶν προσεχῶν ἡμερῶν. Οἱ ἀντιπρόσωποι ἐδήλωσαν ὅτι ἡ συνεργασία θὰ συνεχισθῇ ἐπὶ τῇ βάσει τῶν ἀρχῶν τοῦ Χάρτου. ΑΘΗΝΑΙ, 12.— Ὁ ἀνταποκριτὴς μας πληροφορεῖ ὅτι κατὰ τὴν χθεσινὴν συνεδρίασιν ἀπεφασίσθη ὅπως αἱ ἐργασίαι συνεχισθοῦν ἀπὸ τῆς προσεχοῦς ἑβδομάδος. Ἡ κυβέρνησις ἐξέδωσεν ἀνακοινωθὲν διὰ τοῦ ὁποίου τονίζεται ὅτι τὰ μέτρα θὰ ἐφαρμοσθοῦν ἀμέσως. Κατὰ πληροφορίας ἐκ τῆς πρωτευούσης, αἱ διαπραγματεύσεις συνεχίζονται μὲ ἐπιτυχίαν καὶ ἀναμένεται ὅτι θὰ ὁλοκληρωθοῦν ἐντὸς τῶν προσεχῶν ἡμερῶν. Οἱ ἀντιπρόσωποι ἐδήλωσαν ὅτι ἡ συνεργασία θὰ συνεχισθῇ ἐπὶ τῇ βάσει τῶν ἀρχῶν τοῦ Χάρτου. ΑΘΗΝΑΙ, 12.— Ὁ ἀνταποκριτὴς μας πληροφορεῖ ὅτι κατὰ τὴν χθεσινὴν συνεδρίασιν ἀπεφασίσθη ὅπως αἱ ἐργασίαι συνεχισθοῦν ἀπὸ τῆς προσεχοῦς ἑβδομάδος. Ἡ κυβέρνησις ἐξέδωσεν ἀνακοινωθὲν διὰ τοῦ ὁποίου τονίζεται ὅτι τὰ μέτρα θὰ ἐφαρμοσθοῦν ἀμέσως. Κατὰ πληροφορίας ἐκ τῆς πρωτευούσης, αἱ διαπραγματεύσεις συνεχίζονται μὲ ἐπιτυχίαν καὶ ἀναμένεται ὅτι θὰ ὁλοκληρωθοῦν ἐντὸς τῶν προσεχῶν ἡμερῶν. Οἱ ἀντιπρόσωποι ἐδήλωσαν ὅτι ἡ συνεργασία θὰ συνεχισθῇ ἐπὶ τῇ βάσει τῶν ἀρχῶν τοῦ Χάρτου. ΑΘΗΝΑΙ, 12.— Ὁ ἀνταποκριτὴς μας πληροφορεῖ ὅτι κατὰ τὴν χθεσινὴν συνεδρίασιν ἀπεφασίσθη ὅπως αἱ ἐργασίαι συνεχισθοῦν ἀπὸ τῆς προσεχοῦς ἑβδομάδος. Ἡ κυβέρνησις ἐξέδωσεν ἀνακοινωθὲν διὰ τοῦ ὁποίου τονίζεται ὅτι τὰ μέτρα θὰ ἐφαρμοσθοῦν ἀμέσως. Κατὰ πληροφορίας ἐκ τῆς πρωτευούσης, αἱ διαπραγματεύσεις συνεχίζονται μὲ ἐπιτυχίαν καὶ ἀναμένεται ὅτι θὰ ὁλοκληρωθοῦν ἐντὸς τῶν προσεχῶν ἡμερῶν. Οἱ ἀντιπρόσωποι ἐδήλωσαν ὅτι ἡ συνεργασία θὰ συνεχισθῇ ἐπὶ τῇ βάσει τῶν ἀρχῶν τοῦ Χάρτου. ΑΘΗΝΑΙ, 12.— Ὁ ἀνταποκριτὴς μας πληροφορεῖ ὅτι κατὰ τὴν χθεσινὴν συνεδρίασιν ἀπεφασίσθη ὅπως αἱ ἐργασίαι συνεχισθοῦν ἀπὸ τῆς προσεχοῦς ἑβδομάδος. Ἡ κυβέρνησις ἐξέδωσεν ἀνακοινωθὲν διὰ τοῦ ὁποίου τονίζεται ὅτι τὰ μέτρα θὰ ἐφαρμοσθοῦν ἀμέσως. Κατὰ πληροφορίας ἐκ τῆς πρωτευούσης, αἱ διαπραγματεύσεις συνεχίζονται μὲ ἐπιτυχίαν καὶ ἀναμένεται ὅτι θὰ ὁλοκληρωθοῦν ἐντὸς τῶν προσεχῶν ἡμερῶν. Οἱ ἀντιπρόσωποι ἐδήλωσαν ὅτι ἡ συνεργασία θὰ συνεχισθῇ ἐπὶ τῇ βάσει τῶν ἀρχῶν τοῦ Χάρτου. ΑΘΗΝΑΙ, 12.— Ὁ ἀνταποκριτὴς μας πληροφορεῖ ὅτι κατὰ τὴν χθεσινὴν συνεδρίασιν ἀπεφασίσθη ὅπως αἱ ἐργασίαι συνεχισθοῦν ἀπὸ τῆς προσεχοῦς ἑβδομάδος. Ἡ κυβέρνησις ἐξέδωσεν ἀνακοινωθὲν διὰ τοῦ ὁποίου τονίζεται ὅτι τὰ μέτρα θὰ ἐφαρμοσθοῦν ἀμέσως. Κατὰ πληροφορίας ἐκ τῆς πρωτευούσης, αἱ διαπραγματεύσεις συνεχίζονται μὲ ἐπιτυχίαν καὶ ἀναμένεται ὅτι θὰ ὁλοκληρωθοῦν ἐντὸς τῶν προσεχῶν ἡμερῶν. Οἱ ἀντιπρόσωποι ἐδήλωσαν ὅτι ἡ συνεργασία θὰ συνεχισθῇ ἐπὶ τῇ βάσει τῶν ἀρχῶν τοῦ Χάρτου. Η ΤΕΩΣ ΠΡΟΕΔΡΟΣ ΤΩΝ ΑΓΓΛΩΝ ΕΡΓΑΤΙΚΩΝ ΜΠ. ΚΑΣΤΑ ΘΕΩΡΕΙ ΑΠΕΧΘΡΑΣ ΤΑΣ ΔΗΛΩΣΕΙΣ ΤΗΣ ΠΕΡΙ ΒΑΣΑΝΙΣΜΩΝ ΚΥΠΡΙΩΝ ΜΑΧΗΤΩΝ ΤΗΣ Ε.Ο.Κ.Α. ΑΘΗΝΑΙ, 12.— Ὁ ἀνταποκριτὴς μας πληροφορεῖ ὅτι κατὰ τὴν χθεσινὴν συνεδρίασιν ἀπεφασίσθη ὅπως αἱ ἐργασίαι συνεχισθοῦν ἀπὸ τῆς προσεχοῦς ἑβδομάδος. Ἡ κυβέρνησις ἐξέδωσεν ἀνακοινωθὲν διὰ τοῦ ὁποίου τονίζεται ὅτι τὰ μέτρα θὰ ἐφαρμοσθοῦν ἀμέσως. Κατὰ πληροφορίας ἐκ τῆς πρωτευούσης, αἱ διαπραγματεύσεις συνεχίζονται μὲ ἐπιτυχίαν καὶ ἀναμένεται ὅτι θὰ ὁλοκληρωθοῦν ἐντὸς τῶν προσεχῶν ἡμερῶν. Οἱ ἀντιπρόσωποι ἐδήλωσαν ὅτι ἡ συνεργασία θὰ συνεχισθῇ ἐπὶ τῇ βάσει τῶν ἀρχῶν τοῦ Χάρτου. ΑΘΗΝΑΙ, 12.— Ὁ ἀνταποκριτὴς μας πληροφορεῖ ὅτι κατὰ τὴν χθεσινὴν συνεδρίασιν ἀπεφασίσθη ὅπως αἱ ἐργασίαι συνεχισθοῦν ἀπὸ τῆς προσεχοῦς ἑβδομάδος. Ἡ κυβέρνησις ἐξέδωσεν ἀνακοινωθὲν διὰ τοῦ ὁποίου τονίζεται ὅτι τὰ μέτρα θὰ ἐφαρμοσθοῦν ἀμέσως. Κατὰ πληροφορίας ἐκ τῆς πρωτευούσης, αἱ διαπραγματεύσεις συνεχίζονται μὲ ἐπιτυχίαν καὶ ἀναμένεται ὅτι θὰ ὁλοκληρωθοῦν ἐντὸς τῶν προσεχῶν ἡμερῶν. Οἱ ἀντιπρόσωποι ἐδήλωσαν ὅτι ἡ συνεργασία θὰ συνεχισθῇ ἐπὶ τῇ βάσει τῶν ἀρχῶν τοῦ Χάρτου. ΑΘΗΝΑΙ, 12.— Ὁ ἀνταποκριτὴς μας πληροφορεῖ ὅτι κατὰ τὴν χθεσινὴν συνεδρίασιν ἀπεφασίσθη ὅπως αἱ ἐργασίαι συνεχισθοῦν ἀπὸ τῆς προσεχοῦς ἑβδομάδος. Ἡ κυβέρνησις ἐξέδωσεν ἀνακοινωθὲν διὰ τοῦ ὁποίου τονίζεται ὅτι τὰ μέτρα θὰ ἐφαρμοσθοῦν ἀμέσως. Κατὰ πληροφορίας ἐκ τῆς πρωτευούσης, αἱ διαπραγματεύσεις συνεχίζονται μὲ ἐπιτυχίαν καὶ ἀναμένεται ὅτι θὰ ὁλοκληρωθοῦν ἐντὸς τῶν προσεχῶν ἡμερῶν. Οἱ ἀντιπρόσωποι ἐδήλωσαν ὅτι ἡ συνεργασία θὰ συνεχισθῇ ἐπὶ τῇ βάσει τῶν ἀρχῶν τοῦ Χάρτου. ΑΘΗΝΑΙ, 12.— Ὁ ἀνταποκριτὴς μας πληροφορεῖ ὅτι κατὰ τὴν χθεσινὴν συνεδρίασιν ἀπεφασίσθη ὅπως αἱ ἐργασίαι συνεχισθοῦν ἀπὸ τῆς προσεχοῦς ἑβδομάδος. Ἡ κυβέρνησις ἐξέδωσεν ἀνακοινωθὲν διὰ τοῦ ὁποίου τονίζεται ὅτι τὰ μέτρα θὰ ἐφαρμοσθοῦν ἀμέσως. Κατὰ πληροφορίας ἐκ τῆς πρωτευούσης, αἱ διαπραγματεύσεις συνεχίζονται μὲ ἐπιτυχίαν καὶ ἀναμένεται ὅτι θὰ ὁλοκληρωθοῦν ἐντὸς τῶν προσεχῶν ἡμερῶν. Οἱ ἀντιπρόσωποι ἐδήλωσαν ὅτι ἡ συνεργασία θὰ συνεχισθῇ ἐπὶ τῇ βάσει τῶν ἀρχῶν τοῦ Χάρτου. ΤΗΝ ΝΥΚΤΑ ΣΥΝΕΚΛΟΝΙΣΕ ΤΟ ΑΛΓΕΡΙΟΝ ΣΕΙΡΑ ΕΚΡΗΞΕΩΝ ΠΛΑΣΤΙΚΩΝ ΒΟΜΒΩΝ ΠΡΟΕΤΟΙΜΑΖΕΤΑΙ Η ΚΗΡΥΞΙΣ ΑΠΕΡΓΙΑΣ ΕΠΙΘΕΣΙΣ ΚΑΤΑ ΠΕΡΙΠΟΛΟΥ ΕΙΣ ΠΑΡΙΣΙΟΥΣ ΑΘΗΝΑΙ, 12.— Ὁ ἀνταποκριτὴς μας πληροφορεῖ ὅτι κατὰ τὴν χθεσινὴν συνεδρίασιν ἀπεφασίσθη ὅπως αἱ ἐργασίαι συνεχισθοῦν ἀπὸ τῆς προσεχοῦς ἑβδομάδος. Ἡ κυβέρνησις ἐξέδωσεν ἀνακοινωθὲν διὰ τοῦ ὁποίου τονίζεται ὅτι τὰ μέτρα θὰ ἐφαρμοσθοῦν ἀμέσως. Κατὰ πληροφορίας ἐκ τῆς πρωτευούσης, αἱ διαπραγματεύσεις συνεχίζονται μὲ ἐπιτυχίαν καὶ ἀναμένεται ὅτι θὰ ὁλοκληρωθοῦν ἐντὸς τῶν προσεχῶν ἡμερῶν. Οἱ ἀντιπρόσωποι ἐδήλωσαν ὅτι ἡ συνεργασία θὰ συνεχισθῇ ἐπὶ τῇ βάσει τῶν ἀρχῶν τοῦ Χάρτου. ΑΘΗΝΑΙ, 12.— Ὁ ἀνταποκριτὴς μας πληροφορεῖ ὅτι κατὰ τὴν χθεσινὴν συνεδρίασιν ἀπεφασίσθη ὅπως αἱ ἐργασίαι συνεχισθοῦν ἀπὸ τῆς προσεχοῦς ἑβδομάδος. Ἡ κυβέρνησις ἐξέδωσεν ἀνακοινωθὲν διὰ τοῦ ὁποίου τονίζεται ὅτι τὰ μέτρα θὰ ἐφαρμοσθοῦν ἀμέσως. Κατὰ πληροφορίας ἐκ τῆς πρωτευούσης, αἱ διαπραγματεύσεις συνεχίζονται μὲ ἐπιτυχίαν καὶ ἀναμένεται ὅτι θὰ ὁλοκληρωθοῦν ἐντὸς τῶν προσεχῶν ἡμερῶν. Οἱ ἀντιπρόσωποι ἐδήλωσαν ὅτι ἡ συνεργασία θὰ συνεχισθῇ ἐπὶ τῇ βάσει τῶν ἀρχῶν τοῦ Χάρτου. ΠΑΛΗΡΗ ΑΝΕΞΑΡΤΗΣΙΑΝ ΑΘΗΝΑΙ, 12.— Ὁ ἀνταποκριτὴς μας πληροφορεῖ ὅτι κατὰ τὴν χθεσινὴν συνεδρίασιν ἀπεφασίσθη ὅπως αἱ ἐργασίαι συνεχισθοῦν ἀπὸ τῆς προσεχοῦς ἑβδομάδος. Ἡ κυβέρνησις ἐξέδωσεν ἀνακοινωθὲν διὰ τοῦ ὁποίου τονίζεται ὅτι τὰ μέτρα θὰ ἐφαρμοσθοῦν ἀμέσως. Κατὰ πληροφορίας ἐκ τῆς πρωτευούσης, αἱ διαπραγματεύσεις συνεχίζονται μὲ ἐπιτυχίαν καὶ ἀναμένεται ὅτι θὰ ὁλοκληρωθοῦν ἐντὸς τῶν προσεχῶν ἡμερῶν. Οἱ ἀντιπρόσωποι ἐδήλωσαν ὅτι ἡ συνεργασία θὰ συνεχισθῇ ἐπὶ τῇ βάσει τῶν ἀρχῶν τοῦ Χάρτου. ΕΙΣ ΠΑΡΙΣΙΟΥΣ ΑΘΗΝΑΙ, 12.— Ὁ ἀνταποκριτὴς μας πληροφορεῖ ὅτι κατὰ τὴν χθεσινὴν συνεδρίασιν ἀπεφασίσθη ὅπως αἱ ἐργασίαι συνεχισθοῦν ἀπὸ τῆς προσεχοῦς ἑβδομάδος. Ἡ κυβέρνησις ἐξέδωσεν ἀνακοινωθὲν διὰ τοῦ ὁποίου τονίζεται ὅτι τὰ μέτρα θὰ ἐφαρμοσθοῦν ἀμέσως. Κατὰ πληροφορίας ἐκ τῆς πρωτευούσης, αἱ διαπραγματεύσεις συνεχίζονται μὲ ἐπιτυχίαν καὶ ἀναμένεται ὅτι θὰ ὁλοκληρωθοῦν ἐντὸς τῶν προσεχῶν ἡμερῶν. Οἱ ἀντιπρόσωποι ἐδήλωσαν ὅτι ἡ συνεργασία θὰ συνεχισθῇ ἐπὶ τῇ βάσει τῶν ἀρχῶν τοῦ Χάρτου.	[1183, 16, 1550, 2293]
headline-hitler: ΠΩΣ ΕΞΗΠΑΤΩΝ ΟΙ ΧΙΤΛΕΡΙΚΟΙ ΤΟΝ ΔΙΕΘΝΗ ΕΡΥΘΡΟΝ ΣΤΑΥΡΟΝ ΜΕ ΤΗΝ "ΠΡΟΘΗΚΗΝ" ΕΙΣ ΠΡΑΓΑΝ	[455, 1625, 962, 1717]
column-rule	[982, 16, 983, 2293]
date-label: ΤΗΝ 20ΗΝ ΜΑΪΟΥ	[1025, 26, 1133, 39]
